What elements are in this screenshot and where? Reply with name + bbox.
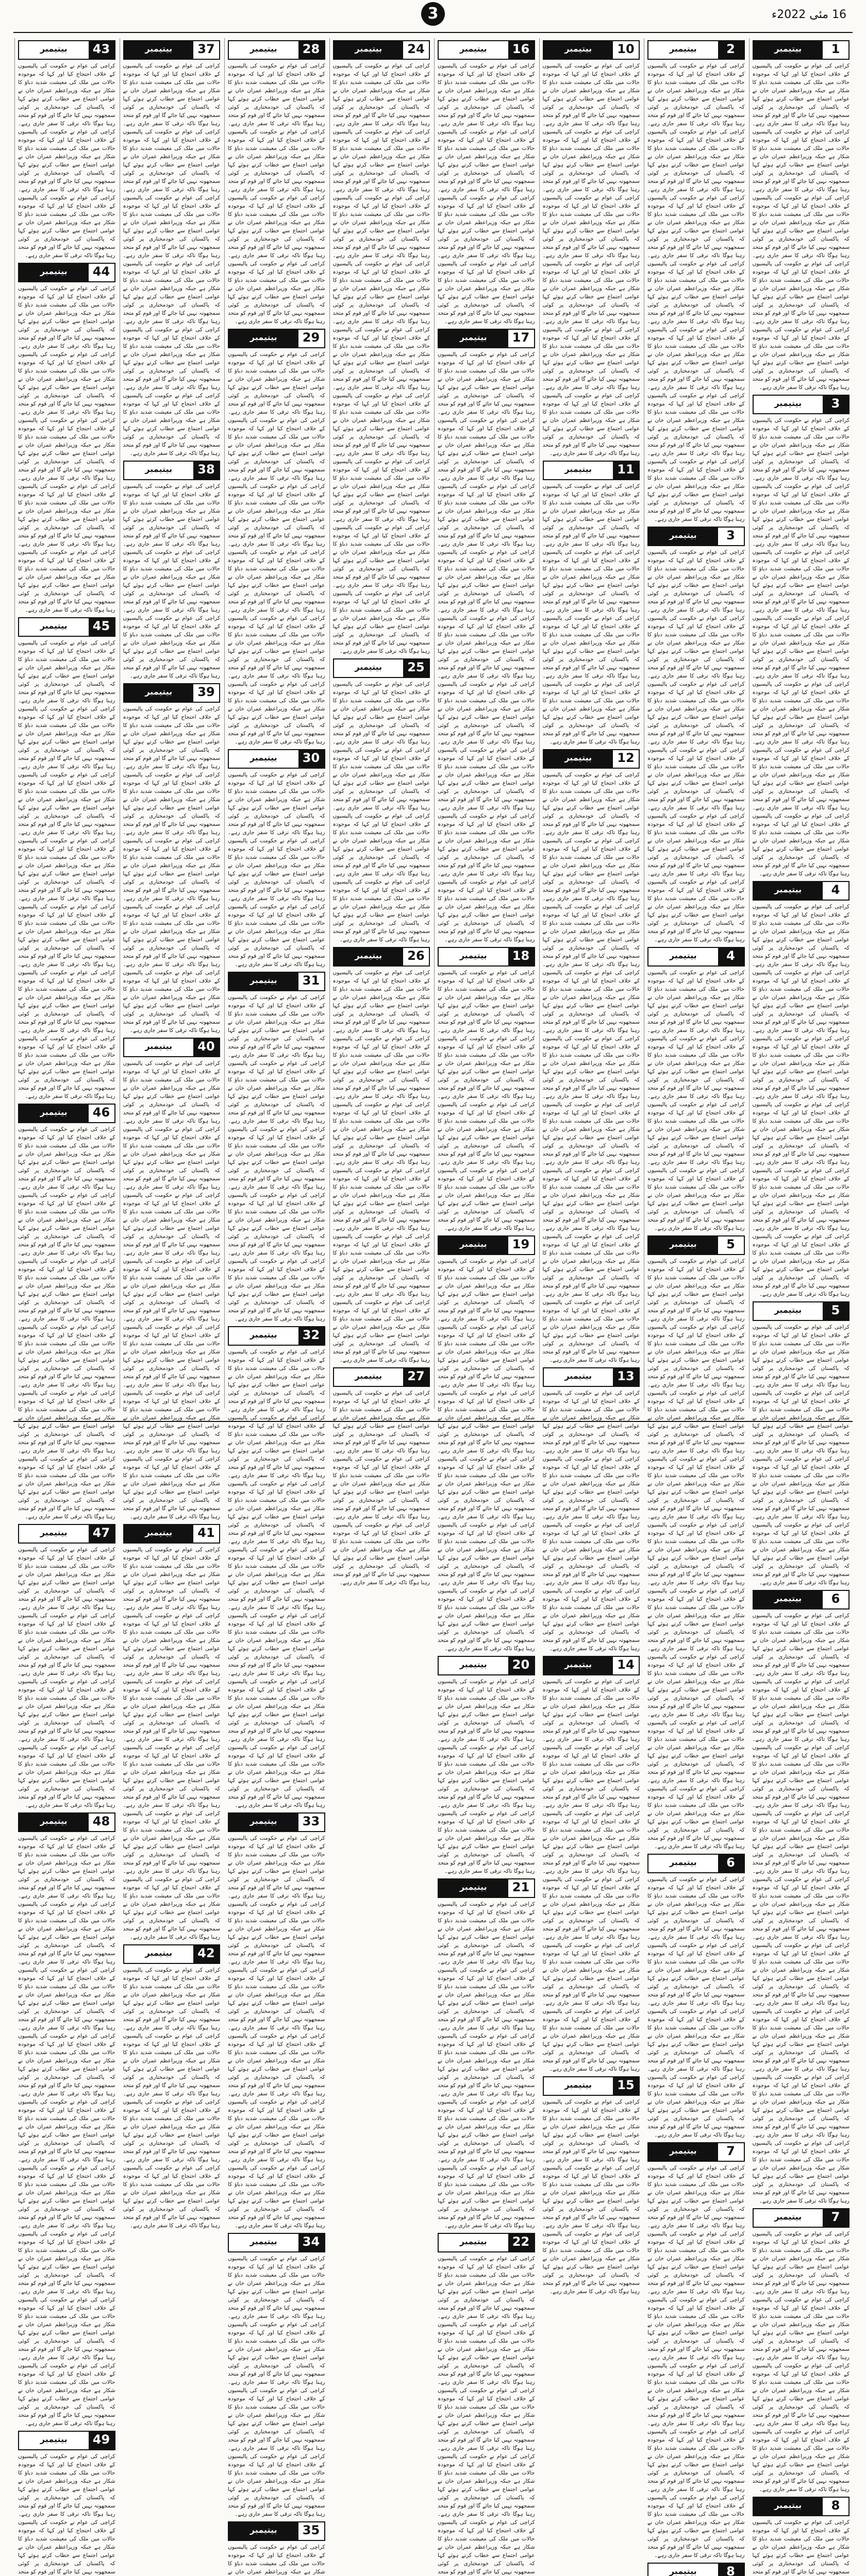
block-label: بیتیمبر (544, 1368, 613, 1386)
block-header (753, 881, 850, 901)
block-header (647, 40, 745, 60)
block-text: کراچی کی عوام نے حکومت کی پالیسیوں کے خلاف احتجاج کیا اور کہا کہ موجودہ حالات میں ملک کی معیشت شدید دباؤ کا شکار ہے جبکہ وزیراعظم عمران خان نے عوامی اجتماع سے خطاب کرتے ہوئے کہا کہ پاکستان کی خودمختاری پر کوئی سمجھوتہ نہیں کیا جائے گا اور قوم کو متحد رہنا ہوگا تاکہ ترقی کا سفر جاری رہے۔ کراچی کی عوام نے حکومت کی پالیسیوں کے خلاف احتجاج کیا اور کہا کہ موجودہ حالات میں ملک کی معیشت شدید دباؤ کا شکار ہے جبکہ وزیراعظم عمران خان نے عوامی اجتماع سے خطاب کرتے ہوئے کہا کہ پاکستان کی خودمختاری پر کوئی سمجھوتہ نہیں کیا جائے گا اور قوم کو متحد رہنا ہوگا تاکہ ترقی کا سفر جاری رہے۔ کراچی کی عوام نے حکومت کی پالیسیوں کے خلاف احتجاج کیا اور کہا کہ موجودہ حالات میں ملک کی معیشت شدید دباؤ کا شکار ہے جبکہ وزیراعظم عمران خان نے عوامی اجتماع سے خطاب کرتے ہوئے کہا کہ پاکستان کی خودمختاری پر کوئی سمجھوتہ نہیں کیا جائے گا اور قوم کو متحد رہنا ہوگا تاکہ ترقی کا سفر جاری رہے۔ کراچی کی عوام نے حکومت کی پالیسیوں کے خلاف احتجاج کیا اور کہا کہ موجودہ حالات میں ملک کی معیشت شدید دباؤ کا شکار ہے جبکہ وزیراعظم عمران خان نے عوامی اجتماع سے خطاب کرتے ہوئے کہا کہ پاکستان کی خودمختاری پر کوئی سمجھوتہ نہیں کیا جائے گا اور قوم کو متحد رہنا ہوگا تاکہ ترقی کا سفر جاری رہے۔ کراچی کی عوام نے حکومت کی پالیسیوں کے خلاف احتجاج کیا اور کہا کہ موجودہ حالات میں ملک کی معیشت شدید دباؤ کا شکار ہے جبکہ وزیراعظم عمران خان نے عوامی اجتماع سے خطاب کرتے ہوئے کہا کہ پاکستان کی خودمختاری پر کوئی سمجھوتہ نہیں کیا جائے گا اور قوم کو متحد رہنا ہوگا تاکہ ترقی کا سفر جاری رہے۔ کراچی کی عوام نے حکومت کی پالیسیوں کے خلاف احتجاج کیا اور کہا کہ موجودہ حالات میں ملک کی معیشت شدید دباؤ کا شکار ہے جبکہ وزیراعظم عمران خان نے عوامی اجتماع سے خطاب کرتے ہوئے کہا کہ پاکستان کی خودمختاری پر کوئی سمجھوتہ نہیں کیا جائے گا اور قوم کو متحد رہنا ہوگا تاکہ ترقی کا سفر جاری رہے۔ کراچی کی عوام نے حکومت کی پالیسیوں کے خلاف احتجاج کیا اور کہا کہ موجودہ حالات میں ملک کی معیشت شدید دباؤ کا شکار ہے جبکہ وزیراعظم عمران خان نے عوامی اجتماع سے خطاب کرتے ہوئے کہا کہ پاکستان کی خودمختاری پر کوئی سمجھوتہ نہیں کیا جائے گا اور قوم کو متحد رہنا ہوگا تاکہ ترقی کا سفر جاری رہے۔ کراچی کی عوام نے حکومت کی پالیسیوں کے خلاف احتجاج کیا اور کہا کہ موجودہ حالات میں ملک کی معیشت شدید دباؤ کا شکار ہے جبکہ وزیراعظم عمران خان نے عوامی اجتماع سے خطاب کرتے ہوئے کہا کہ پاکستان کی خودمختاری پر کوئی سمجھوتہ نہیں کیا جائے گا اور قوم کو متحد رہنا ہوگا تاکہ ترقی کا سفر جاری رہے۔ کراچی کی عوام نے حکومت کی پالیسیوں کے خلاف احتجاج کیا اور کہا کہ موجودہ حالات میں ملک کی معیشت شدید دباؤ کا شکار ہے جبکہ وزیراعظم عمران خان نے عوامی اجتماع سے خطاب کرتے ہوئے کہا کہ پاکستان کی خودمختاری پر کوئی سمجھوتہ نہیں کیا جائے گا اور قوم کو متحد رہنا ہوگا تاکہ ترقی کا سفر جاری رہے۔ (647, 1258, 745, 1850)
block-header (18, 1524, 115, 1544)
block-label: بیتیمبر (19, 618, 89, 636)
block-header (647, 2563, 745, 2576)
block-number: 31 (298, 973, 324, 990)
block-text: کراچی کی عوام نے حکومت کی پالیسیوں کے خلاف احتجاج کیا اور کہا کہ موجودہ حالات میں ملک کی معیشت شدید دباؤ کا شکار ہے جبکہ وزیراعظم عمران خان نے عوامی اجتماع سے خطاب کرتے ہوئے کہا کہ پاکستان کی خودمختاری پر کوئی سمجھوتہ نہیں کیا جائے گا اور قوم کو متحد رہنا ہوگا تاکہ ترقی کا سفر جاری رہے۔ کراچی کی عوام نے حکومت کی پالیسیوں کے خلاف احتجاج کیا اور کہا کہ موجودہ حالات میں ملک کی معیشت شدید دباؤ کا شکار ہے جبکہ وزیراعظم عمران خان نے عوامی اجتماع سے خطاب کرتے ہوئے کہا کہ پاکستان کی خودمختاری پر کوئی سمجھوتہ نہیں کیا جائے گا اور قوم کو متحد رہنا ہوگا تاکہ ترقی کا سفر جاری رہے۔ کراچی کی عوام نے حکومت کی پالیسیوں کے خلاف احتجاج کیا اور کہا کہ موجودہ حالات میں ملک کی معیشت شدید دباؤ کا شکار ہے جبکہ وزیراعظم عمران خان نے عوامی اجتماع سے خطاب کرتے ہوئے کہا کہ پاکستان کی خودمختاری پر کوئی سمجھوتہ نہیں کیا جائے گا اور قوم کو متحد رہنا ہوگا تاکہ ترقی کا سفر جاری رہے۔ کراچی کی عوام نے حکومت کی پالیسیوں کے خلاف احتجاج کیا اور کہا کہ موجودہ حالات میں ملک کی معیشت شدید دباؤ کا شکار ہے جبکہ وزیراعظم عمران خان نے عوامی اجتماع سے خطاب کرتے ہوئے کہا کہ پاکستان کی خودمختاری پر کوئی سمجھوتہ نہیں کیا جائے گا اور قوم کو متحد رہنا ہوگا تاکہ ترقی کا سفر جاری رہے۔ (228, 63, 325, 325)
news-block (333, 947, 430, 1364)
block-header (438, 947, 535, 967)
block-label: بیتیمبر (648, 41, 718, 59)
news-block (647, 527, 745, 944)
block-label: بیتیمبر (229, 1814, 298, 1831)
block-number: 20 (508, 1657, 534, 1674)
block-header (123, 40, 221, 60)
block-label: بیتیمبر (334, 41, 404, 59)
block-number: 4 (718, 948, 744, 965)
block-number: 4 (823, 882, 848, 900)
block-label: بیتیمبر (229, 973, 298, 990)
block-text: کراچی کی عوام نے حکومت کی پالیسیوں کے خلاف احتجاج کیا اور کہا کہ موجودہ حالات میں ملک کی معیشت شدید دباؤ کا شکار ہے جبکہ وزیراعظم عمران خان نے عوامی اجتماع سے خطاب کرتے ہوئے کہا کہ پاکستان کی خودمختاری پر کوئی سمجھوتہ نہیں کیا جائے گا اور قوم کو متحد رہنا ہوگا تاکہ ترقی کا سفر جاری رہے۔ کراچی کی عوام نے حکومت کی پالیسیوں کے خلاف احتجاج کیا اور کہا کہ موجودہ حالات میں ملک کی معیشت شدید دباؤ کا شکار ہے جبکہ وزیراعظم عمران خان نے عوامی اجتماع سے خطاب کرتے ہوئے کہا کہ پاکستان کی خودمختاری پر کوئی سمجھوتہ نہیں کیا جائے گا اور قوم کو متحد رہنا ہوگا تاکہ ترقی کا سفر جاری رہے۔ کراچی کی عوام نے حکومت کی پالیسیوں کے خلاف احتجاج کیا اور کہا کہ موجودہ حالات میں ملک کی معیشت شدید دباؤ کا شکار ہے جبکہ وزیراعظم عمران خان نے عوامی اجتماع سے خطاب کرتے ہوئے کہا کہ پاکستان کی خودمختاری پر کوئی سمجھوتہ نہیں کیا جائے گا اور قوم کو متحد رہنا ہوگا تاکہ ترقی کا سفر جاری رہے۔ کراچی کی عوام نے حکومت کی پالیسیوں کے خلاف احتجاج کیا اور کہا کہ موجودہ حالات میں ملک کی معیشت شدید دباؤ کا شکار ہے جبکہ وزیراعظم عمران خان نے عوامی اجتماع سے خطاب کرتے ہوئے کہا کہ پاکستان کی خودمختاری پر کوئی سمجھوتہ نہیں کیا جائے گا اور قوم کو متحد رہنا ہوگا تاکہ ترقی کا سفر جاری رہے۔ کراچی کی عوام نے حکومت کی پالیسیوں کے خلاف احتجاج کیا اور کہا کہ موجودہ حالات میں ملک کی معیشت شدید دباؤ کا شکار ہے جبکہ وزیراعظم عمران خان نے عوامی اجتماع سے خطاب کرتے ہوئے کہا کہ پاکستان کی خودمختاری پر کوئی سمجھوتہ نہیں کیا جائے گا اور قوم کو متحد رہنا ہوگا تاکہ ترقی کا سفر جاری رہے۔ کراچی کی عوام نے حکومت کی پالیسیوں کے خلاف احتجاج کیا اور کہا کہ موجودہ حالات میں ملک کی معیشت شدید دباؤ کا شکار ہے جبکہ وزیراعظم عمران خان نے عوامی اجتماع سے خطاب کرتے ہوئے کہا کہ پاکستان کی خودمختاری پر کوئی سمجھوتہ نہیں کیا جائے گا اور قوم کو متحد رہنا ہوگا تاکہ ترقی کا سفر جاری رہے۔ (123, 1547, 220, 1940)
news-block (18, 617, 115, 1100)
block-label: بیتیمبر (334, 948, 404, 965)
block-text: کراچی کی عوام نے حکومت کی پالیسیوں کے خلاف احتجاج کیا اور کہا کہ موجودہ حالات میں ملک کی معیشت شدید دباؤ کا شکار ہے جبکہ وزیراعظم عمران خان نے عوامی اجتماع سے خطاب کرتے ہوئے کہا کہ پاکستان کی خودمختاری پر کوئی سمجھوتہ نہیں کیا جائے گا اور قوم کو متحد رہنا ہوگا تاکہ ترقی کا سفر جاری رہے۔ کراچی کی عوام نے حکومت کی پالیسیوں کے خلاف احتجاج کیا اور کہا کہ موجودہ حالات میں ملک کی معیشت شدید دباؤ کا شکار ہے جبکہ وزیراعظم عمران خان نے عوامی اجتماع سے خطاب کرتے ہوئے کہا کہ پاکستان کی خودمختاری پر کوئی سمجھوتہ نہیں کیا جائے گا اور قوم کو متحد رہنا ہوگا تاکہ ترقی کا سفر جاری رہے۔ کراچی کی عوام نے حکومت کی پالیسیوں کے خلاف احتجاج کیا اور کہا کہ موجودہ حالات میں ملک کی معیشت شدید دباؤ کا شکار ہے جبکہ وزیراعظم عمران خان نے عوامی اجتماع سے خطاب کرتے ہوئے کہا کہ پاکستان کی خودمختاری پر کوئی سمجھوتہ نہیں کیا جائے گا اور قوم کو متحد رہنا ہوگا تاکہ ترقی کا سفر جاری رہے۔ کراچی کی عوام نے حکومت کی پالیسیوں کے خلاف احتجاج کیا اور کہا کہ موجودہ حالات میں ملک کی معیشت شدید دباؤ کا شکار ہے جبکہ وزیراعظم عمران خان نے عوامی اجتماع سے خطاب کرتے ہوئے کہا کہ پاکستان کی خودمختاری پر کوئی سمجھوتہ نہیں کیا جائے گا اور قوم کو متحد رہنا ہوگا تاکہ ترقی کا سفر جاری رہے۔ (647, 970, 745, 1231)
block-label: بیتیمبر (229, 330, 298, 347)
block-text: کراچی کی عوام نے حکومت کی پالیسیوں کے خلاف احتجاج کیا اور کہا کہ موجودہ حالات میں ملک کی معیشت شدید دباؤ کا شکار ہے جبکہ وزیراعظم عمران خان نے عوامی اجتماع سے خطاب کرتے ہوئے کہا کہ پاکستان کی خودمختاری پر کوئی سمجھوتہ نہیں کیا جائے گا اور قوم کو متحد رہنا ہوگا تاکہ ترقی کا سفر جاری رہے۔ کراچی کی عوام نے حکومت کی پالیسیوں کے خلاف احتجاج کیا اور کہا کہ موجودہ حالات میں ملک کی معیشت شدید دباؤ کا شکار ہے جبکہ وزیراعظم عمران خان نے عوامی اجتماع سے خطاب کرتے ہوئے کہا کہ پاکستان کی خودمختاری پر کوئی سمجھوتہ نہیں کیا جائے گا اور قوم کو متحد رہنا ہوگا تاکہ ترقی کا سفر جاری رہے۔ کراچی کی عوام نے حکومت کی پالیسیوں کے خلاف احتجاج کیا اور کہا کہ موجودہ حالات میں ملک کی معیشت شدید دباؤ کا شکار ہے جبکہ وزیراعظم عمران خان نے عوامی اجتماع سے خطاب کرتے ہوئے کہا کہ پاکستان کی خودمختاری پر کوئی سمجھوتہ نہیں کیا جائے گا اور قوم کو متحد رہنا ہوگا تاکہ ترقی کا سفر جاری رہے۔ کراچی کی عوام نے حکومت کی پالیسیوں کے خلاف احتجاج کیا اور کہا کہ موجودہ حالات میں ملک کی معیشت شدید دباؤ کا شکار ہے جبکہ وزیراعظم عمران خان نے عوامی اجتماع سے خطاب کرتے ہوئے کہا کہ پاکستان کی خودمختاری پر کوئی سمجھوتہ نہیں کیا جائے گا اور قوم کو متحد رہنا ہوگا تاکہ ترقی کا سفر جاری رہے۔ (332, 681, 430, 943)
block-label: بیتیمبر (648, 1236, 718, 1254)
block-label: بیتیمبر (754, 41, 823, 59)
block-header (333, 40, 430, 60)
block-label: بیتیمبر (544, 41, 613, 59)
news-block (123, 1944, 221, 2230)
block-header (543, 1656, 640, 1675)
block-number: 18 (508, 948, 534, 965)
news-column (329, 38, 434, 1586)
news-block (228, 40, 325, 326)
publication-date: 16 مئی 2022ء (771, 8, 846, 21)
block-header (123, 1524, 221, 1544)
block-label: بیتیمبر (124, 41, 194, 59)
block-header (543, 2076, 640, 2096)
block-label: بیتیمبر (439, 41, 508, 59)
block-text: کراچی کی عوام نے حکومت کی پالیسیوں کے خلاف احتجاج کیا اور کہا کہ موجودہ حالات میں ملک کی معیشت شدید دباؤ کا شکار ہے جبکہ وزیراعظم عمران خان نے عوامی اجتماع سے خطاب کرتے ہوئے کہا کہ پاکستان کی خودمختاری پر کوئی سمجھوتہ نہیں کیا جائے گا اور قوم کو متحد رہنا ہوگا تاکہ ترقی کا سفر جاری رہے۔ کراچی کی عوام نے حکومت کی پالیسیوں کے خلاف احتجاج کیا اور کہا کہ موجودہ حالات میں ملک کی معیشت شدید دباؤ کا شکار ہے جبکہ وزیراعظم عمران خان نے عوامی اجتماع سے خطاب کرتے ہوئے کہا کہ پاکستان کی خودمختاری پر کوئی سمجھوتہ نہیں کیا جائے گا اور قوم کو متحد رہنا ہوگا تاکہ ترقی کا سفر جاری رہے۔ کراچی کی عوام نے حکومت کی پالیسیوں کے خلاف احتجاج کیا اور کہا کہ موجودہ حالات میں ملک کی معیشت شدید دباؤ کا شکار ہے جبکہ وزیراعظم عمران خان نے عوامی اجتماع سے خطاب کرتے ہوئے کہا کہ پاکستان کی خودمختاری پر کوئی سمجھوتہ نہیں کیا جائے گا اور قوم کو متحد رہنا ہوگا تاکہ ترقی کا سفر جاری رہے۔ کراچی کی عوام نے حکومت کی پالیسیوں کے خلاف احتجاج کیا اور کہا کہ موجودہ حالات میں ملک کی معیشت شدید دباؤ کا شکار ہے جبکہ وزیراعظم عمران خان نے عوامی اجتماع سے خطاب کرتے ہوئے کہا کہ پاکستان کی خودمختاری پر کوئی سمجھوتہ نہیں کیا جائے گا اور قوم کو متحد رہنا ہوگا تاکہ ترقی کا سفر جاری رہے۔ کراچی کی عوام نے حکومت کی پالیسیوں کے خلاف احتجاج کیا اور کہا کہ موجودہ حالات میں ملک کی معیشت شدید دباؤ کا شکار ہے جبکہ وزیراعظم عمران خان نے عوامی اجتماع سے خطاب کرتے ہوئے کہا کہ پاکستان کی خودمختاری پر کوئی سمجھوتہ نہیں کیا جائے گا اور قوم کو متحد رہنا ہوگا تاکہ ترقی کا سفر جاری رہے۔ کراچی کی عوام نے حکومت کی پالیسیوں کے خلاف احتجاج کیا اور کہا کہ موجودہ حالات میں ملک کی معیشت شدید دباؤ کا شکار ہے جبکہ وزیراعظم عمران خان نے عوامی اجتماع سے خطاب کرتے ہوئے کہا کہ پاکستان کی خودمختاری پر کوئی سمجھوتہ نہیں کیا جائے گا اور قوم کو متحد رہنا ہوگا تاکہ ترقی کا سفر جاری رہے۔ کراچی کی عوام نے حکومت کی پالیسیوں کے خلاف احتجاج کیا اور کہا کہ موجودہ حالات میں ملک کی معیشت شدید دباؤ کا شکار ہے جبکہ وزیراعظم عمران خان نے عوامی اجتماع سے خطاب کرتے ہوئے کہا کہ پاکستان کی خودمختاری پر کوئی سمجھوتہ نہیں کیا جائے گا اور قوم کو متحد رہنا ہوگا تاکہ ترقی کا سفر جاری رہے۔ (228, 1349, 325, 1808)
news-block (228, 329, 325, 746)
news-block (753, 395, 850, 878)
block-label: بیتیمبر (229, 1327, 298, 1345)
block-number: 11 (613, 462, 639, 479)
block-header (123, 683, 221, 703)
news-column (120, 38, 224, 2229)
block-label: بیتیمبر (439, 2234, 508, 2251)
block-number: 34 (298, 2234, 324, 2251)
news-block (123, 461, 221, 680)
block-label: بیتیمبر (754, 1591, 823, 1608)
block-number: 41 (193, 1525, 219, 1543)
block-label: بیتیمبر (334, 1368, 404, 1386)
news-block (438, 2233, 535, 2576)
news-block (543, 1367, 640, 1653)
block-header (753, 1301, 850, 1321)
block-label: بیتیمبر (754, 1302, 823, 1320)
block-number: 5 (823, 1302, 848, 1320)
block-text: کراچی کی عوام نے حکومت کی پالیسیوں کے خلاف احتجاج کیا اور کہا کہ موجودہ حالات میں ملک کی معیشت شدید دباؤ کا شکار ہے جبکہ وزیراعظم عمران خان نے عوامی اجتماع سے خطاب کرتے ہوئے کہا کہ پاکستان کی خودمختاری پر کوئی سمجھوتہ نہیں کیا جائے گا اور قوم کو متحد رہنا ہوگا تاکہ ترقی کا سفر جاری رہے۔ کراچی کی عوام نے حکومت کی پالیسیوں کے خلاف احتجاج کیا اور کہا کہ موجودہ حالات میں ملک کی معیشت شدید دباؤ کا شکار ہے جبکہ وزیراعظم عمران خان نے عوامی اجتماع سے خطاب کرتے ہوئے کہا کہ پاکستان کی خودمختاری پر کوئی سمجھوتہ نہیں کیا جائے گا اور قوم کو متحد رہنا ہوگا تاکہ ترقی کا سفر جاری رہے۔ کراچی کی عوام نے حکومت کی پالیسیوں کے خلاف احتجاج کیا اور کہا کہ موجودہ حالات میں ملک کی معیشت شدید دباؤ کا شکار ہے جبکہ وزیراعظم عمران خان نے عوامی اجتماع سے خطاب کرتے ہوئے کہا کہ پاکستان کی خودمختاری پر کوئی سمجھوتہ نہیں کیا جائے گا اور قوم کو متحد رہنا ہوگا تاکہ ترقی کا سفر جاری رہے۔ کراچی کی عوام نے حکومت کی پالیسیوں کے خلاف احتجاج کیا اور کہا کہ موجودہ حالات میں ملک کی معیشت شدید دباؤ کا شکار ہے جبکہ وزیراعظم عمران خان نے عوامی اجتماع سے خطاب کرتے ہوئے کہا کہ پاکستان کی خودمختاری پر کوئی سمجھوتہ نہیں کیا جائے گا اور قوم کو متحد رہنا ہوگا تاکہ ترقی کا سفر جاری رہے۔ کراچی کی عوام نے حکومت کی پالیسیوں کے خلاف احتجاج کیا اور کہا کہ موجودہ حالات میں ملک کی معیشت شدید دباؤ کا شکار ہے جبکہ وزیراعظم عمران خان نے عوامی اجتماع سے خطاب کرتے ہوئے کہا کہ پاکستان کی خودمختاری پر کوئی سمجھوتہ نہیں کیا جائے گا اور قوم کو متحد رہنا ہوگا تاکہ ترقی کا سفر جاری رہے۔ کراچی کی عوام نے حکومت کی پالیسیوں کے خلاف احتجاج کیا اور کہا کہ موجودہ حالات میں ملک کی معیشت شدید دباؤ کا شکار ہے جبکہ وزیراعظم عمران خان نے عوامی اجتماع سے خطاب کرتے ہوئے کہا کہ پاکستان کی خودمختاری پر کوئی سمجھوتہ نہیں کیا جائے گا اور قوم کو متحد رہنا ہوگا تاکہ ترقی کا سفر جاری رہے۔ (542, 63, 640, 456)
news-block (438, 329, 535, 944)
block-text: کراچی کی عوام نے حکومت کی پالیسیوں کے خلاف احتجاج کیا اور کہا کہ موجودہ حالات میں ملک کی معیشت شدید دباؤ کا شکار ہے جبکہ وزیراعظم عمران خان نے عوامی اجتماع سے خطاب کرتے ہوئے کہا کہ پاکستان کی خودمختاری پر کوئی سمجھوتہ نہیں کیا جائے گا اور قوم کو متحد رہنا ہوگا تاکہ ترقی کا سفر جاری رہے۔ کراچی کی عوام نے حکومت کی پالیسیوں کے خلاف احتجاج کیا اور کہا کہ موجودہ حالات میں ملک کی معیشت شدید دباؤ کا شکار ہے جبکہ وزیراعظم عمران خان نے عوامی اجتماع سے خطاب کرتے ہوئے کہا کہ پاکستان کی خودمختاری پر کوئی سمجھوتہ نہیں کیا جائے گا اور قوم کو متحد رہنا ہوگا تاکہ ترقی کا سفر جاری رہے۔ کراچی کی عوام نے حکومت کی پالیسیوں کے خلاف احتجاج کیا اور کہا کہ موجودہ حالات میں ملک کی معیشت شدید دباؤ کا شکار ہے جبکہ وزیراعظم عمران خان نے عوامی اجتماع سے خطاب کرتے ہوئے کہا کہ پاکستان کی خودمختاری پر کوئی سمجھوتہ نہیں کیا جائے گا اور قوم کو متحد رہنا ہوگا تاکہ ترقی کا سفر جاری رہے۔ کراچی کی عوام نے حکومت کی پالیسیوں کے خلاف احتجاج کیا اور کہا کہ موجودہ حالات میں ملک کی معیشت شدید دباؤ کا شکار ہے جبکہ وزیراعظم عمران خان نے عوامی اجتماع سے خطاب کرتے ہوئے کہا کہ پاکستان کی خودمختاری پر کوئی سمجھوتہ نہیں کیا جائے گا اور قوم کو متحد رہنا ہوگا تاکہ ترقی کا سفر جاری رہے۔ کراچی کی عوام نے حکومت کی پالیسیوں کے خلاف احتجاج کیا اور کہا کہ موجودہ حالات میں ملک کی معیشت شدید دباؤ کا شکار ہے جبکہ وزیراعظم عمران خان نے عوامی اجتماع سے خطاب کرتے ہوئے کہا کہ پاکستان کی خودمختاری پر کوئی سمجھوتہ نہیں کیا جائے گا اور قوم کو متحد رہنا ہوگا تاکہ ترقی کا سفر جاری رہے۔ کراچی کی عوام نے حکومت کی پالیسیوں کے خلاف احتجاج کیا اور کہا کہ موجودہ حالات میں ملک کی معیشت شدید دباؤ کا شکار ہے جبکہ وزیراعظم عمران خان نے عوامی اجتماع سے خطاب کرتے ہوئے کہا کہ پاکستان کی خودمختاری پر کوئی سمجھوتہ نہیں کیا جائے گا اور قوم کو متحد رہنا ہوگا تاکہ ترقی کا سفر جاری رہے۔ (332, 970, 430, 1363)
block-header (333, 947, 430, 967)
page-number-badge: 3 (421, 2, 445, 26)
block-header (438, 329, 535, 348)
news-column (749, 38, 853, 2575)
news-block (18, 1524, 115, 1809)
news-block (647, 1854, 745, 2139)
news-column (434, 38, 538, 2575)
block-text: کراچی کی عوام نے حکومت کی پالیسیوں کے خلاف احتجاج کیا اور کہا کہ موجودہ حالات میں ملک کی معیشت شدید دباؤ کا شکار ہے جبکہ وزیراعظم عمران خان نے (228, 2544, 325, 2575)
block-text: کراچی کی عوام نے حکومت کی پالیسیوں کے خلاف احتجاج کیا اور کہا کہ موجودہ حالات میں ملک کی معیشت شدید دباؤ کا شکار ہے جبکہ وزیراعظم عمران خان نے عوامی اجتماع سے خطاب کرتے ہوئے کہا کہ پاکستان کی خودمختاری پر کوئی سمجھوتہ نہیں کیا جائے گا اور قوم کو متحد رہنا ہوگا تاکہ ترقی کا سفر جاری رہے۔ کراچی کی عوام نے حکومت کی پالیسیوں کے خلاف احتجاج کیا اور کہا کہ موجودہ حالات میں ملک کی معیشت شدید دباؤ کا شکار ہے جبکہ وزیراعظم عمران خان نے عوامی اجتماع سے خطاب کرتے ہوئے کہا کہ پاکستان کی خودمختاری پر کوئی سمجھوتہ نہیں کیا جائے گا اور قوم کو متحد رہنا ہوگا تاکہ ترقی کا سفر جاری رہے۔ کراچی کی عوام نے حکومت کی پالیسیوں کے خلاف احتجاج کیا اور کہا کہ موجودہ حالات میں ملک کی معیشت شدید دباؤ کا شکار ہے جبکہ وزیراعظم عمران خان نے عوامی اجتماع سے خطاب کرتے ہوئے کہا کہ پاکستان کی خودمختاری پر کوئی سمجھوتہ نہیں کیا جائے گا اور قوم کو متحد رہنا ہوگا تاکہ ترقی کا سفر جاری رہے۔ کراچی کی عوام نے حکومت کی پالیسیوں کے خلاف احتجاج کیا اور کہا کہ موجودہ حالات میں ملک کی معیشت شدید دباؤ کا شکار ہے جبکہ وزیراعظم عمران خان نے عوامی اجتماع سے خطاب کرتے ہوئے کہا کہ پاکستان کی خودمختاری پر کوئی سمجھوتہ نہیں کیا جائے گا اور قوم کو متحد رہنا ہوگا تاکہ ترقی کا سفر جاری رہے۔ (752, 2231, 850, 2493)
block-header (543, 749, 640, 769)
news-block (753, 1301, 850, 1587)
news-block (123, 40, 221, 457)
block-label: بیتیمبر (544, 1657, 613, 1674)
page-footer-rule (13, 1421, 853, 1422)
block-number: 40 (193, 1039, 219, 1056)
block-number: 24 (403, 41, 429, 59)
page-header (13, 0, 853, 33)
block-number: 29 (298, 330, 324, 347)
block-number: 7 (823, 2209, 848, 2227)
block-header (333, 1367, 430, 1387)
block-header (647, 2142, 745, 2162)
news-block (438, 1235, 535, 1653)
news-block (228, 2521, 325, 2576)
block-header (228, 1812, 325, 1832)
news-block (753, 40, 850, 392)
block-header (753, 1590, 850, 1609)
block-number: 49 (89, 2432, 114, 2449)
news-block (543, 2076, 640, 2296)
news-block (228, 972, 325, 1323)
block-number: 28 (298, 41, 324, 59)
block-number: 47 (89, 1525, 114, 1543)
news-block (438, 1656, 535, 1875)
block-text: کراچی کی عوام نے حکومت کی پالیسیوں کے خلاف احتجاج کیا اور کہا کہ موجودہ حالات میں ملک کی معیشت شدید دباؤ کا شکار ہے جبکہ وزیراعظم عمران خان نے عوامی اجتماع سے خطاب کرتے ہوئے کہا کہ پاکستان کی خودمختاری پر کوئی سمجھوتہ نہیں کیا جائے گا اور قوم کو متحد رہنا ہوگا تاکہ ترقی کا سفر جاری رہے۔ کراچی کی عوام نے حکومت کی پالیسیوں کے خلاف احتجاج کیا اور کہا کہ موجودہ حالات میں ملک کی معیشت شدید دباؤ کا شکار ہے جبکہ وزیراعظم عمران خان نے عوامی اجتماع سے خطاب کرتے ہوئے کہا کہ پاکستان کی خودمختاری پر کوئی سمجھوتہ نہیں کیا جائے گا اور قوم کو متحد رہنا ہوگا تاکہ ترقی کا سفر جاری رہے۔ کراچی کی عوام نے حکومت کی پالیسیوں کے خلاف احتجاج کیا اور کہا کہ موجودہ حالات میں ملک کی معیشت شدید دباؤ کا شکار ہے جبکہ وزیراعظم عمران خان نے عوامی اجتماع سے خطاب کرتے ہوئے کہا کہ پاکستان کی خودمختاری پر کوئی سمجھوتہ نہیں کیا جائے گا اور قوم کو متحد رہنا ہوگا تاکہ ترقی کا سفر جاری رہے۔ کراچی کی عوام نے حکومت کی پالیسیوں کے خلاف احتجاج کیا اور کہا کہ موجودہ حالات میں ملک کی معیشت شدید دباؤ کا شکار ہے جبکہ وزیراعظم عمران خان نے عوامی اجتماع سے خطاب کرتے ہوئے کہا کہ پاکستان کی خودمختاری پر کوئی سمجھوتہ نہیں کیا جائے گا اور قوم کو متحد رہنا ہوگا تاکہ ترقی کا سفر جاری رہے۔ (542, 483, 640, 745)
block-header (753, 395, 850, 414)
block-text: کراچی کی عوام نے حکومت کی پالیسیوں کے خلاف احتجاج کیا اور کہا کہ موجودہ حالات میں ملک کی معیشت شدید دباؤ کا شکار ہے جبکہ وزیراعظم عمران خان نے عوامی اجتماع سے خطاب کرتے ہوئے کہا کہ پاکستان کی خودمختاری پر کوئی سمجھوتہ نہیں کیا جائے گا اور قوم کو متحد رہنا ہوگا تاکہ ترقی کا سفر جاری رہے۔ کراچی کی عوام نے حکومت کی پالیسیوں کے خلاف احتجاج کیا اور کہا کہ موجودہ حالات میں ملک کی معیشت شدید دباؤ کا شکار ہے جبکہ وزیراعظم عمران خان نے عوامی اجتماع سے خطاب کرتے ہوئے کہا کہ پاکستان کی خودمختاری پر کوئی سمجھوتہ نہیں کیا جائے گا اور قوم کو متحد رہنا ہوگا تاکہ ترقی کا سفر جاری رہے۔ کراچی کی عوام نے حکومت کی پالیسیوں کے خلاف احتجاج کیا اور کہا کہ موجودہ حالات میں ملک کی معیشت شدید دباؤ کا شکار ہے جبکہ وزیراعظم عمران خان نے عوامی اجتماع سے خطاب کرتے ہوئے کہا کہ پاکستان کی خودمختاری پر کوئی سمجھوتہ نہیں کیا جائے گا اور قوم کو متحد رہنا ہوگا تاکہ ترقی کا سفر جاری رہے۔ کراچی کی عوام نے حکومت کی پالیسیوں کے خلاف احتجاج کیا اور کہا کہ موجودہ حالات میں ملک کی معیشت شدید دباؤ کا شکار ہے جبکہ وزیراعظم عمران خان نے عوامی اجتماع سے خطاب کرتے ہوئے کہا کہ پاکستان کی خودمختاری پر کوئی سمجھوتہ نہیں کیا جائے گا اور قوم کو متحد رہنا ہوگا تاکہ ترقی کا سفر جاری رہے۔ کراچی کی عوام نے حکومت کی پالیسیوں کے خلاف احتجاج کیا اور کہا کہ موجودہ حالات میں ملک کی معیشت شدید دباؤ کا شکار ہے جبکہ وزیراعظم عمران خان نے عوامی اجتماع سے خطاب کرتے ہوئے کہا کہ پاکستان کی خودمختاری پر کوئی سمجھوتہ نہیں کیا جائے گا اور قوم کو متحد رہنا ہوگا تاکہ ترقی کا سفر جاری رہے۔ کراچی کی عوام نے حکومت کی پالیسیوں کے خلاف احتجاج کیا اور کہا کہ موجودہ حالات میں ملک کی معیشت شدید دباؤ کا شکار ہے جبکہ وزیراعظم عمران خان نے عوامی اجتماع سے خطاب کرتے ہوئے کہا کہ پاکستان کی خودمختاری پر کوئی سمجھوتہ نہیں کیا جائے گا اور قوم کو متحد رہنا ہوگا تاکہ ترقی کا سفر جاری رہے۔ کراچی کی عوام نے حکومت کی پالیسیوں کے خلاف احتجاج کیا اور کہا کہ موجودہ حالات میں ملک کی معیشت شدید دباؤ کا شکار ہے جبکہ وزیراعظم عمران خان نے عوامی اجتماع سے خطاب کرتے ہوئے کہا کہ پاکستان کی خودمختاری پر کوئی سمجھوتہ نہیں کیا جائے گا اور قوم کو متحد رہنا ہوگا تاکہ ترقی کا سفر جاری رہے۔ (647, 63, 745, 522)
news-block (333, 658, 430, 944)
block-number: 12 (613, 750, 639, 768)
news-block (543, 1656, 640, 2073)
block-text: کراچی کی عوام نے حکومت کی پالیسیوں کے خلاف احتجاج کیا اور کہا کہ موجودہ حالات میں ملک کی معیشت شدید دباؤ کا شکار ہے جبکہ وزیراعظم عمران خان نے عوامی اجتماع سے خطاب کرتے ہوئے کہا کہ پاکستان کی خودمختاری پر کوئی سمجھوتہ نہیں کیا جائے گا اور قوم کو متحد رہنا ہوگا تاکہ ترقی کا سفر جاری رہے۔ کراچی کی عوام نے حکومت کی پالیسیوں کے خلاف احتجاج کیا اور کہا کہ موجودہ حالات میں ملک کی معیشت شدید دباؤ کا شکار ہے جبکہ وزیراعظم عمران خان نے عوامی اجتماع سے خطاب کرتے ہوئے کہا کہ پاکستان کی خودمختاری پر کوئی سمجھوتہ نہیں کیا جائے گا اور قوم کو متحد رہنا ہوگا تاکہ ترقی کا سفر جاری رہے۔ کراچی کی عوام نے حکومت کی پالیسیوں کے خلاف احتجاج کیا اور کہا کہ موجودہ حالات میں ملک کی معیشت شدید دباؤ کا شکار ہے جبکہ وزیراعظم عمران خان نے عوامی اجتماع سے خطاب کرتے ہوئے کہا کہ پاکستان کی خودمختاری پر کوئی سمجھوتہ نہیں کیا جائے گا اور قوم کو متحد رہنا ہوگا تاکہ ترقی کا سفر جاری رہے۔ کراچی کی عوام نے حکومت کی پالیسیوں کے خلاف احتجاج کیا اور کہا کہ موجودہ حالات میں ملک کی معیشت شدید دباؤ کا شکار ہے جبکہ وزیراعظم عمران خان نے عوامی اجتماع سے خطاب کرتے ہوئے کہا کہ پاکستان کی خودمختاری پر کوئی سمجھوتہ نہیں کیا جائے گا اور قوم کو متحد رہنا ہوگا تاکہ ترقی کا سفر جاری رہے۔ کراچی کی عوام نے حکومت کی پالیسیوں کے خلاف احتجاج کیا اور کہا کہ موجودہ حالات میں ملک کی معیشت شدید دباؤ کا شکار ہے جبکہ وزیراعظم عمران خان نے عوامی اجتماع سے خطاب کرتے ہوئے کہا کہ پاکستان کی خودمختاری پر کوئی سمجھوتہ نہیں کیا جائے گا اور قوم کو متحد رہنا ہوگا تاکہ ترقی کا سفر جاری رہے۔ کراچی کی عوام نے حکومت کی پالیسیوں کے خلاف احتجاج کیا اور کہا کہ موجودہ حالات میں ملک کی معیشت شدید دباؤ کا شکار ہے جبکہ وزیراعظم عمران خان نے عوامی اجتماع سے خطاب کرتے ہوئے کہا کہ پاکستان کی خودمختاری پر کوئی سمجھوتہ نہیں کیا جائے گا اور قوم کو متحد رہنا ہوگا تاکہ ترقی کا سفر جاری رہے۔ کراچی کی عوام نے حکومت کی پالیسیوں کے خلاف احتجاج کیا اور کہا کہ موجودہ حالات میں ملک کی معیشت شدید دباؤ کا شکار ہے جبکہ وزیراعظم عمران خان نے عوامی اجتماع سے خطاب کرتے ہوئے کہا کہ پاکستان کی خودمختاری پر کوئی سمجھوتہ نہیں کیا جائے گا اور قوم کو متحد رہنا ہوگا تاکہ ترقی کا سفر جاری رہے۔ کراچی کی عوام نے حکومت کی پالیسیوں کے خلاف احتجاج کیا اور کہا کہ موجودہ حالات میں ملک کی معیشت شدید دباؤ کا شکار ہے جبکہ وزیراعظم عمران خان نے عوامی اجتماع سے خطاب کرتے ہوئے کہا کہ پاکستان کی خودمختاری پر کوئی سمجھوتہ نہیں کیا جائے گا اور قوم کو متحد رہنا ہوگا تاکہ ترقی کا سفر جاری رہے۔ کراچی کی عوام نے حکومت کی پالیسیوں کے خلاف احتجاج کیا اور کہا کہ موجودہ حالات میں ملک کی معیشت شدید دباؤ کا شکار ہے جبکہ وزیراعظم عمران خان نے عوامی اجتماع سے خطاب کرتے ہوئے کہا کہ پاکستان کی خودمختاری پر کوئی سمجھوتہ نہیں کیا جائے گا اور قوم کو متحد رہنا ہوگا تاکہ ترقی کا سفر جاری رہے۔ (18, 1835, 115, 2427)
block-number: 14 (613, 1657, 639, 1674)
block-text: کراچی کی عوام نے حکومت کی پالیسیوں کے خلاف احتجاج کیا اور کہا کہ موجودہ حالات میں ملک کی معیشت شدید دباؤ کا شکار ہے جبکہ وزیراعظم عمران خان نے عوامی اجتماع سے خطاب کرتے ہوئے کہا کہ پاکستان کی خودمختاری پر کوئی سمجھوتہ نہیں کیا جائے گا اور قوم کو متحد رہنا ہوگا تاکہ ترقی کا سفر جاری رہے۔ کراچی کی عوام نے حکومت کی پالیسیوں کے خلاف احتجاج کیا اور کہا کہ موجودہ حالات میں ملک کی معیشت شدید دباؤ کا شکار ہے جبکہ وزیراعظم عمران خان نے عوامی اجتماع سے خطاب کرتے ہوئے کہا کہ پاکستان کی خودمختاری پر کوئی سمجھوتہ نہیں کیا جائے گا اور قوم کو متحد رہنا ہوگا تاکہ ترقی کا سفر جاری رہے۔ کراچی کی عوام نے حکومت کی پالیسیوں کے خلاف احتجاج کیا اور کہا کہ موجودہ حالات میں ملک کی معیشت شدید دباؤ کا شکار ہے جبکہ وزیراعظم عمران خان نے عوامی اجتماع سے خطاب کرتے ہوئے کہا کہ پاکستان کی خودمختاری پر کوئی سمجھوتہ نہیں کیا جائے گا اور قوم کو متحد رہنا ہوگا تاکہ ترقی کا سفر جاری رہے۔ کراچی کی عوام نے حکومت کی پالیسیوں کے خلاف احتجاج کیا اور کہا کہ موجودہ حالات میں ملک کی معیشت شدید دباؤ کا شکار ہے جبکہ وزیراعظم عمران خان نے عوامی اجتماع سے خطاب کرتے ہوئے کہا کہ پاکستان کی خودمختاری پر کوئی سمجھوتہ نہیں کیا جائے گا اور قوم کو متحد رہنا ہوگا تاکہ ترقی کا سفر جاری رہے۔ (542, 1390, 640, 1652)
block-label: بیتیمبر (124, 1039, 194, 1056)
block-text: کراچی کی عوام نے حکومت کی پالیسیوں کے خلاف احتجاج کیا اور کہا کہ موجودہ حالات میں ملک کی معیشت شدید دباؤ کا شکار ہے جبکہ وزیراعظم عمران خان نے عوامی اجتماع سے خطاب کرتے ہوئے کہا کہ پاکستان کی خودمختاری پر کوئی سمجھوتہ نہیں کیا جائے گا اور قوم کو متحد رہنا ہوگا تاکہ ترقی کا سفر جاری رہے۔ کراچی کی عوام نے حکومت کی پالیسیوں کے خلاف احتجاج کیا اور کہا کہ موجودہ حالات میں ملک کی معیشت شدید دباؤ کا شکار ہے جبکہ وزیراعظم عمران خان نے عوامی اجتماع سے خطاب کرتے ہوئے کہا کہ پاکستان کی خودمختاری پر کوئی سمجھوتہ نہیں کیا جائے گا اور قوم کو متحد رہنا ہوگا تاکہ ترقی کا سفر جاری رہے۔ کراچی کی عوام نے حکومت کی پالیسیوں کے خلاف احتجاج کیا اور کہا کہ موجودہ حالات میں ملک کی معیشت شدید دباؤ کا شکار ہے جبکہ وزیراعظم عمران خان نے عوامی اجتماع سے خطاب کرتے ہوئے کہا کہ پاکستان کی خودمختاری پر کوئی سمجھوتہ نہیں کیا جائے گا اور قوم کو متحد رہنا ہوگا تاکہ ترقی کا سفر جاری رہے۔ کراچی کی عوام نے حکومت کی پالیسیوں کے خلاف احتجاج کیا اور کہا کہ موجودہ حالات میں ملک کی معیشت شدید دباؤ کا شکار ہے جبکہ وزیراعظم عمران خان نے عوامی اجتماع سے خطاب کرتے ہوئے کہا کہ پاکستان کی خودمختاری پر کوئی سمجھوتہ نہیں کیا جائے گا اور قوم کو متحد رہنا ہوگا تاکہ ترقی کا سفر جاری رہے۔ کراچی کی عوام نے حکومت کی پالیسیوں کے خلاف احتجاج کیا اور کہا کہ موجودہ حالات میں ملک کی معیشت شدید دباؤ کا شکار ہے جبکہ وزیراعظم عمران خان نے عوامی اجتماع سے خطاب کرتے ہوئے کہا کہ پاکستان کی خودمختاری پر کوئی سمجھوتہ نہیں کیا جائے گا اور قوم کو متحد رہنا ہوگا تاکہ ترقی کا سفر جاری رہے۔ (18, 285, 115, 613)
news-block (123, 683, 221, 1035)
news-block (543, 461, 640, 746)
block-text: کراچی کی عوام نے حکومت کی پالیسیوں کے خلاف احتجاج کیا اور کہا کہ موجودہ حالات میں ملک کی معیشت شدید دباؤ کا شکار ہے جبکہ وزیراعظم عمران خان نے عوامی اجتماع سے خطاب کرتے ہوئے کہا کہ پاکستان کی خودمختاری پر کوئی سمجھوتہ نہیں کیا جائے گا اور قوم کو متحد رہنا ہوگا تاکہ ترقی کا سفر جاری رہے۔ کراچی کی عوام نے حکومت کی پالیسیوں کے خلاف احتجاج کیا اور کہا کہ موجودہ حالات میں ملک کی معیشت شدید دباؤ کا شکار ہے جبکہ وزیراعظم عمران خان نے عوامی اجتماع سے خطاب کرتے ہوئے کہا کہ پاکستان کی خودمختاری پر کوئی سمجھوتہ نہیں کیا جائے گا اور قوم کو متحد رہنا ہوگا تاکہ ترقی کا سفر جاری رہے۔ کراچی کی عوام نے حکومت کی پالیسیوں کے خلاف احتجاج کیا اور کہا کہ موجودہ حالات میں ملک کی معیشت شدید دباؤ کا شکار ہے جبکہ وزیراعظم عمران خان نے عوامی اجتماع سے خطاب کرتے ہوئے کہا کہ پاکستان کی خودمختاری پر کوئی سمجھوتہ نہیں کیا جائے گا اور قوم کو متحد رہنا ہوگا تاکہ ترقی کا سفر جاری رہے۔ کراچی کی عوام نے حکومت کی پالیسیوں کے خلاف احتجاج کیا اور کہا کہ موجودہ حالات میں ملک کی معیشت شدید دباؤ کا شکار ہے جبکہ وزیراعظم عمران خان نے عوامی اجتماع سے خطاب کرتے ہوئے کہا کہ پاکستان کی خودمختاری پر کوئی سمجھوتہ نہیں کیا جائے گا اور قوم کو متحد رہنا ہوگا تاکہ ترقی کا سفر جاری رہے۔ کراچی کی عوام نے حکومت کی پالیسیوں کے خلاف احتجاج کیا اور کہا کہ موجودہ حالات میں ملک کی معیشت شدید دباؤ کا شکار ہے جبکہ وزیراعظم عمران خان نے عوامی اجتماع سے خطاب کرتے ہوئے کہا کہ پاکستان کی خودمختاری پر کوئی سمجھوتہ نہیں کیا جائے گا اور قوم کو متحد رہنا ہوگا تاکہ ترقی کا سفر جاری رہے۔ کراچی کی عوام نے حکومت کی پالیسیوں کے خلاف احتجاج کیا اور کہا کہ موجودہ حالات میں ملک کی معیشت شدید دباؤ کا شکار ہے جبکہ وزیراعظم عمران خان نے عوامی اجتماع سے خطاب کرتے ہوئے کہا کہ پاکستان کی خودمختاری پر کوئی سمجھوتہ نہیں کیا جائے گا اور قوم کو متحد رہنا ہوگا تاکہ ترقی کا سفر جاری رہے۔ کراچی کی عوام نے حکومت کی پالیسیوں کے خلاف احتجاج کیا اور کہا کہ موجودہ حالات میں ملک کی معیشت شدید دباؤ کا شکار ہے جبکہ وزیراعظم عمران خان نے عوامی اجتماع سے خطاب کرتے ہوئے کہا کہ پاکستان کی خودمختاری پر کوئی سمجھوتہ نہیں کیا جائے گا اور قوم کو متحد رہنا ہوگا تاکہ ترقی کا سفر جاری رہے۔ کراچی کی عوام نے حکومت کی پالیسیوں کے خلاف احتجاج کیا اور کہا کہ موجودہ حالات میں ملک کی معیشت شدید دباؤ کا شکار ہے جبکہ وزیراعظم عمران خان نے عوامی اجتماع سے خطاب کرتے ہوئے کہا کہ پاکستان کی خودمختاری پر کوئی سمجھوتہ نہیں کیا جائے گا اور قوم کو متحد رہنا ہوگا تاکہ ترقی کا سفر جاری رہے۔ کراچی کی عوام نے حکومت کی پالیسیوں کے خلاف احتجاج کیا اور کہا کہ موجودہ حالات میں ملک کی معیشت شدید دباؤ کا شکار ہے جبکہ وزیراعظم عمران خان نے عوامی اجتماع سے خطاب کرتے ہوئے کہا کہ پاکستان کی خودمختاری پر کوئی سمجھوتہ نہیں کیا جائے گا اور قوم کو متحد رہنا ہوگا تاکہ ترقی کا سفر جاری رہے۔ (542, 772, 640, 1363)
block-text: کراچی کی عوام نے حکومت کی پالیسیوں کے خلاف احتجاج کیا اور کہا کہ موجودہ حالات میں ملک کی معیشت شدید دباؤ کا شکار ہے جبکہ وزیراعظم عمران خان نے عوامی اجتماع سے خطاب کرتے ہوئے کہا کہ پاکستان کی خودمختاری پر کوئی سمجھوتہ نہیں کیا جائے گا اور قوم کو متحد رہنا ہوگا تاکہ ترقی کا سفر جاری رہے۔ کراچی کی عوام نے حکومت کی پالیسیوں کے خلاف احتجاج کیا اور کہا کہ موجودہ حالات میں ملک کی معیشت شدید دباؤ کا شکار ہے جبکہ وزیراعظم عمران خان نے عوامی اجتماع سے خطاب کرتے ہوئے کہا کہ پاکستان کی خودمختاری پر کوئی سمجھوتہ نہیں کیا جائے گا اور قوم کو متحد رہنا ہوگا تاکہ ترقی کا سفر جاری رہے۔ کراچی کی عوام نے حکومت کی پالیسیوں کے خلاف احتجاج کیا اور کہا کہ موجودہ حالات میں ملک کی معیشت شدید دباؤ کا شکار ہے جبکہ وزیراعظم عمران خان نے عوامی اجتماع سے خطاب کرتے ہوئے کہا کہ پاکستان کی خودمختاری پر کوئی سمجھوتہ نہیں کیا جائے گا اور قوم کو متحد رہنا ہوگا تاکہ ترقی کا سفر جاری رہے۔ کراچی کی عوام نے حکومت کی پالیسیوں کے خلاف احتجاج کیا اور کہا کہ موجودہ حالات میں ملک کی معیشت شدید دباؤ کا شکار ہے جبکہ وزیراعظم عمران خان نے عوامی اجتماع سے خطاب کرتے ہوئے کہا کہ پاکستان کی خودمختاری پر کوئی سمجھوتہ نہیں کیا جائے گا اور قوم کو متحد رہنا ہوگا تاکہ ترقی کا سفر جاری رہے۔ کراچی کی عوام نے حکومت کی پالیسیوں کے خلاف احتجاج کیا اور کہا کہ موجودہ حالات میں ملک کی معیشت شدید دباؤ کا شکار ہے جبکہ وزیراعظم عمران خان نے عوامی اجتماع سے خطاب کرتے ہوئے کہا کہ پاکستان کی خودمختاری پر کوئی سمجھوتہ نہیں کیا جائے گا اور قوم کو متحد رہنا ہوگا تاکہ ترقی کا سفر جاری رہے۔ کراچی کی عوام نے حکومت کی پالیسیوں کے خلاف احتجاج کیا اور کہا کہ موجودہ حالات میں ملک کی معیشت شدید دباؤ کا شکار ہے جبکہ وزیراعظم عمران خان نے عوامی اجتماع سے خطاب کرتے ہوئے کہا کہ پاکستان کی خودمختاری پر کوئی سمجھوتہ نہیں کیا جائے گا اور قوم کو متحد رہنا ہوگا تاکہ ترقی کا سفر جاری رہے۔ (542, 1679, 640, 2072)
block-header (18, 617, 115, 637)
block-number: 37 (193, 41, 219, 59)
news-block (18, 263, 115, 614)
block-header (753, 2208, 850, 2228)
block-label: بیتیمبر (19, 1814, 89, 1831)
block-number: 1 (823, 41, 848, 59)
block-header (647, 1854, 745, 1873)
block-text: کراچی کی عوام نے حکومت کی پالیسیوں کے خلاف احتجاج کیا اور کہا کہ موجودہ حالات میں ملک کی معیشت شدید دباؤ کا شکار ہے جبکہ وزیراعظم عمران خان نے عوامی اجتماع سے خطاب کرتے ہوئے کہا کہ پاکستان کی خودمختاری پر کوئی سمجھوتہ نہیں کیا جائے گا اور قوم کو متحد رہنا ہوگا تاکہ ترقی کا سفر جاری رہے۔ کراچی کی عوام نے حکومت کی پالیسیوں کے خلاف احتجاج کیا اور کہا کہ موجودہ حالات میں ملک کی معیشت شدید دباؤ کا شکار ہے جبکہ وزیراعظم عمران خان نے عوامی اجتماع سے خطاب کرتے ہوئے کہا کہ پاکستان کی خودمختاری پر کوئی سمجھوتہ نہیں کیا جائے گا اور قوم کو متحد رہنا ہوگا تاکہ ترقی کا سفر جاری رہے۔ کراچی کی عوام نے حکومت کی پالیسیوں کے خلاف احتجاج کیا اور کہا کہ موجودہ حالات میں ملک کی معیشت شدید دباؤ کا شکار ہے جبکہ وزیراعظم عمران خان نے عوامی اجتماع سے خطاب کرتے ہوئے کہا کہ پاکستان کی خودمختاری پر کوئی سمجھوتہ نہیں کیا جائے گا اور قوم کو متحد رہنا ہوگا تاکہ ترقی کا سفر جاری رہے۔ کراچی کی عوام نے حکومت کی پالیسیوں کے خلاف احتجاج کیا اور کہا کہ موجودہ حالات میں ملک کی معیشت شدید دباؤ کا شکار ہے جبکہ وزیراعظم عمران خان نے عوامی اجتماع سے خطاب کرتے ہوئے کہا کہ پاکستان کی خودمختاری پر کوئی سمجھوتہ نہیں کیا جائے گا اور قوم کو متحد رہنا ہوگا تاکہ ترقی کا سفر جاری رہے۔ (228, 2256, 325, 2517)
block-header (18, 40, 115, 60)
block-text: کراچی کی عوام نے حکومت کی پالیسیوں کے خلاف احتجاج کیا اور کہا کہ موجودہ حالات میں ملک کی معیشت شدید دباؤ کا شکار ہے جبکہ وزیراعظم عمران خان نے عوامی اجتماع سے خطاب کرتے ہوئے کہا کہ پاکستان کی خودمختاری پر کوئی سمجھوتہ نہیں کیا جائے گا اور قوم کو متحد رہنا ہوگا تاکہ ترقی کا سفر جاری رہے۔ کراچی کی عوام نے حکومت کی پالیسیوں کے خلاف احتجاج کیا اور کہا کہ موجودہ حالات میں ملک کی معیشت شدید دباؤ کا شکار ہے جبکہ وزیراعظم عمران خان نے عوامی اجتماع سے خطاب کرتے ہوئے کہا کہ پاکستان کی خودمختاری پر کوئی سمجھوتہ نہیں کیا جائے گا اور قوم کو متحد رہنا ہوگا تاکہ ترقی کا سفر جاری رہے۔ کراچی کی عوام نے حکومت کی پالیسیوں کے خلاف احتجاج کیا اور کہا کہ موجودہ حالات میں ملک کی معیشت شدید دباؤ کا شکار ہے جبکہ وزیراعظم عمران خان نے عوامی اجتماع سے خطاب کرتے ہوئے کہا کہ پاکستان کی خودمختاری پر کوئی سمجھوتہ نہیں کیا جائے گا اور قوم کو متحد رہنا ہوگا تاکہ ترقی کا سفر جاری رہے۔ کراچی کی عوام نے حکومت کی پالیسیوں کے خلاف احتجاج کیا اور کہا کہ موجودہ حالات میں ملک کی معیشت شدید دباؤ کا شکار ہے جبکہ وزیراعظم عمران خان نے عوامی اجتماع سے خطاب کرتے ہوئے کہا کہ پاکستان کی خودمختاری پر کوئی سمجھوتہ نہیں کیا جائے گا اور قوم کو متحد رہنا ہوگا تاکہ ترقی کا سفر جاری رہے۔ کراچی کی عوام نے حکومت کی پالیسیوں کے خلاف احتجاج کیا اور کہا کہ موجودہ حالات میں ملک کی معیشت شدید دباؤ کا شکار ہے جبکہ وزیراعظم عمران خان نے عوامی اجتماع سے خطاب کرتے ہوئے کہا کہ پاکستان کی خودمختاری پر کوئی سمجھوتہ نہیں کیا جائے گا اور قوم کو متحد رہنا ہوگا تاکہ ترقی کا سفر جاری رہے۔ کراچی کی عوام نے حکومت کی پالیسیوں کے خلاف احتجاج کیا اور کہا کہ موجودہ حالات میں ملک کی معیشت شدید دباؤ کا شکار ہے جبکہ وزیراعظم عمران خان نے عوامی اجتماع سے خطاب کرتے ہوئے کہا کہ پاکستان کی خودمختاری پر کوئی سمجھوتہ نہیں کیا جائے گا اور قوم کو متحد رہنا ہوگا تاکہ ترقی کا سفر جاری رہے۔ (123, 63, 220, 456)
block-text: کراچی کی عوام نے حکومت کی پالیسیوں کے خلاف احتجاج کیا اور کہا کہ موجودہ حالات میں ملک کی معیشت شدید دباؤ کا شکار ہے جبکہ وزیراعظم عمران خان نے عوامی اجتماع سے خطاب کرتے ہوئے کہا کہ پاکستان کی خودمختاری پر کوئی سمجھوتہ نہیں کیا جائے گا اور قوم کو متحد رہنا ہوگا تاکہ ترقی کا سفر جاری رہے۔ کراچی کی عوام نے حکومت کی پالیسیوں کے خلاف احتجاج کیا اور کہا کہ موجودہ حالات میں ملک کی معیشت شدید دباؤ کا شکار ہے جبکہ وزیراعظم عمران خان نے عوامی اجتماع سے خطاب کرتے ہوئے کہا کہ پاکستان کی خودمختاری پر کوئی سمجھوتہ نہیں کیا جائے گا اور قوم کو متحد رہنا ہوگا تاکہ ترقی کا سفر جاری رہے۔ کراچی کی عوام نے حکومت کی پالیسیوں کے خلاف احتجاج کیا اور کہا کہ موجودہ حالات میں ملک کی معیشت شدید دباؤ کا شکار ہے جبکہ وزیراعظم عمران خان نے عوامی اجتماع سے خطاب کرتے ہوئے کہا کہ پاکستان کی خودمختاری پر کوئی سمجھوتہ نہیں کیا جائے گا اور قوم کو متحد رہنا ہوگا تاکہ ترقی کا سفر جاری رہے۔ (18, 63, 115, 259)
article-grid (13, 33, 853, 2576)
block-label: بیتیمبر (19, 41, 89, 59)
block-label: بیتیمبر (439, 1657, 508, 1674)
block-text: کراچی کی عوام نے حکومت کی پالیسیوں کے خلاف احتجاج کیا اور کہا کہ موجودہ حالات میں ملک کی معیشت شدید دباؤ کا شکار ہے جبکہ وزیراعظم عمران خان نے عوامی اجتماع سے خطاب کرتے ہوئے کہا کہ پاکستان کی خودمختاری پر کوئی سمجھوتہ نہیں کیا جائے گا اور قوم کو متحد رہنا ہوگا تاکہ ترقی کا سفر جاری رہے۔ کراچی کی عوام نے حکومت کی پالیسیوں کے خلاف احتجاج کیا اور کہا کہ موجودہ حالات میں ملک کی معیشت شدید دباؤ کا شکار ہے جبکہ وزیراعظم عمران خان نے عوامی اجتماع سے خطاب کرتے ہوئے کہا کہ پاکستان کی خودمختاری پر کوئی سمجھوتہ نہیں کیا جائے گا اور قوم کو متحد رہنا ہوگا تاکہ ترقی کا سفر جاری رہے۔ کراچی کی عوام نے حکومت کی پالیسیوں کے خلاف احتجاج کیا اور کہا کہ موجودہ حالات میں ملک کی معیشت شدید دباؤ کا شکار ہے جبکہ وزیراعظم عمران خان نے عوامی اجتماع سے خطاب کرتے ہوئے کہا کہ پاکستان کی خودمختاری پر کوئی سمجھوتہ نہیں کیا جائے گا اور قوم کو متحد رہنا ہوگا تاکہ ترقی کا سفر جاری رہے۔ کراچی کی عوام نے حکومت کی پالیسیوں کے خلاف احتجاج کیا اور کہا کہ موجودہ حالات میں ملک کی معیشت شدید دباؤ کا شکار ہے جبکہ وزیراعظم عمران خان نے عوامی اجتماع سے خطاب کرتے ہوئے کہا کہ پاکستان کی خودمختاری پر کوئی سمجھوتہ نہیں کیا جائے گا اور قوم کو متحد رہنا ہوگا تاکہ ترقی کا سفر جاری رہے۔ کراچی کی عوام نے حکومت کی پالیسیوں کے خلاف احتجاج کیا اور کہا کہ موجودہ حالات میں ملک کی معیشت شدید دباؤ کا شکار ہے جبکہ وزیراعظم عمران خان نے عوامی اجتماع سے خطاب کرتے ہوئے کہا کہ پاکستان کی خودمختاری پر کوئی سمجھوتہ نہیں کیا جائے گا اور قوم کو متحد رہنا ہوگا تاکہ ترقی کا سفر جاری رہے۔ کراچی کی عوام نے حکومت کی پالیسیوں کے خلاف احتجاج کیا اور کہا کہ موجودہ حالات میں ملک کی معیشت شدید دباؤ کا شکار ہے جبکہ وزیراعظم عمران خان نے عوامی اجتماع سے خطاب کرتے ہوئے کہا کہ پاکستان کی خودمختاری پر کوئی سمجھوتہ نہیں کیا جائے گا اور قوم کو متحد رہنا ہوگا تاکہ ترقی کا سفر جاری رہے۔ کراچی کی عوام نے حکومت کی پالیسیوں کے خلاف احتجاج کیا اور کہا کہ موجودہ حالات میں ملک کی معیشت شدید دباؤ کا شکار ہے جبکہ وزیراعظم عمران خان نے عوامی اجتماع سے خطاب کرتے ہوئے کہا کہ پاکستان کی خودمختاری پر کوئی سمجھوتہ نہیں کیا جائے گا اور قوم کو متحد رہنا ہوگا تاکہ ترقی کا سفر جاری رہے۔ کراچی کی عوام نے حکومت کی پالیسیوں کے خلاف احتجاج کیا اور کہا کہ موجودہ حالات میں ملک کی معیشت شدید دباؤ کا شکار ہے جبکہ وزیراعظم عمران خان نے عوامی اجتماع سے خطاب کرتے ہوئے کہا کہ پاکستان کی خودمختاری پر کوئی سمجھوتہ نہیں کیا جائے گا اور قوم کو متحد رہنا ہوگا تاکہ ترقی کا سفر جاری رہے۔ کراچی کی عوام نے حکومت کی پالیسیوں کے خلاف احتجاج کیا اور کہا کہ موجودہ حالات میں ملک کی معیشت شدید دباؤ کا شکار ہے جبکہ وزیراعظم عمران خان نے عوامی اجتماع سے خطاب کرتے ہوئے کہا کہ پاکستان کی خودمختاری پر کوئی سمجھوتہ نہیں کیا جائے گا اور قوم کو متحد رہنا ہوگا تاکہ ترقی کا سفر جاری رہے۔ (438, 351, 535, 943)
block-number: 8 (718, 2564, 744, 2576)
block-label: بیتیمبر (544, 750, 613, 768)
block-header (753, 2497, 850, 2516)
block-text: کراچی کی عوام نے حکومت کی پالیسیوں کے خلاف احتجاج کیا اور کہا کہ موجودہ حالات میں ملک کی معیشت شدید دباؤ کا شکار ہے جبکہ وزیراعظم عمران خان نے عوامی اجتماع سے خطاب کرتے ہوئے کہا کہ پاکستان کی خودمختاری پر کوئی سمجھوتہ نہیں کیا جائے گا اور قوم کو متحد رہنا ہوگا تاکہ ترقی کا سفر جاری رہے۔ کراچی کی عوام نے حکومت کی پالیسیوں کے خلاف احتجاج کیا اور کہا کہ موجودہ حالات میں ملک کی معیشت شدید دباؤ کا شکار ہے جبکہ وزیراعظم عمران خان نے عوامی اجتماع سے خطاب کرتے ہوئے کہا کہ پاکستان کی خودمختاری پر کوئی سمجھوتہ نہیں کیا جائے گا اور قوم کو متحد رہنا ہوگا تاکہ ترقی کا سفر جاری رہے۔ کراچی کی عوام نے حکومت کی پالیسیوں کے خلاف احتجاج کیا اور کہا کہ موجودہ حالات میں ملک کی معیشت شدید دباؤ کا شکار ہے جبکہ وزیراعظم عمران خان نے عوامی اجتماع سے خطاب کرتے ہوئے کہا کہ پاکستان کی خودمختاری پر کوئی سمجھوتہ نہیں کیا جائے گا اور قوم کو متحد رہنا ہوگا تاکہ ترقی کا سفر جاری رہے۔ کراچی کی عوام نے حکومت کی پالیسیوں کے خلاف احتجاج کیا اور کہا کہ موجودہ حالات میں ملک کی معیشت شدید دباؤ کا شکار ہے جبکہ وزیراعظم عمران خان نے عوامی اجتماع سے خطاب کرتے ہوئے کہا کہ پاکستان کی خودمختاری پر کوئی سمجھوتہ نہیں کیا جائے گا اور قوم کو متحد رہنا ہوگا تاکہ ترقی کا سفر جاری رہے۔ (18, 1547, 115, 1808)
block-label: بیتیمبر (439, 1879, 508, 1897)
block-label: بیتیمبر (754, 2209, 823, 2227)
block-text: کراچی کی عوام نے حکومت کی پالیسیوں کے خلاف احتجاج کیا اور کہا کہ موجودہ حالات میں ملک کی معیشت شدید دباؤ کا شکار ہے جبکہ وزیراعظم عمران خان نے عوامی اجتماع سے خطاب کرتے ہوئے کہا کہ پاکستان کی خودمختاری پر کوئی سمجھوتہ نہیں کیا جائے گا اور قوم کو متحد رہنا ہوگا تاکہ ترقی کا سفر جاری رہے۔ کراچی کی عوام نے حکومت کی پالیسیوں کے خلاف احتجاج کیا اور کہا کہ موجودہ حالات میں ملک کی معیشت شدید دباؤ کا شکار ہے جبکہ وزیراعظم عمران خان نے عوامی اجتماع سے خطاب کرتے ہوئے کہا کہ پاکستان کی خودمختاری پر کوئی سمجھوتہ نہیں کیا جائے گا اور قوم کو متحد رہنا ہوگا تاکہ ترقی کا سفر جاری رہے۔ کراچی کی عوام نے حکومت کی پالیسیوں کے خلاف احتجاج کیا اور کہا کہ موجودہ حالات میں ملک کی معیشت شدید دباؤ کا شکار ہے جبکہ وزیراعظم عمران خان نے عوامی اجتماع سے خطاب کرتے ہوئے کہا کہ پاکستان کی خودمختاری پر کوئی سمجھوتہ نہیں کیا جائے گا اور قوم کو متحد رہنا ہوگا تاکہ ترقی کا سفر جاری رہے۔ کراچی کی عوام نے حکومت کی پالیسیوں کے خلاف احتجاج کیا اور کہا کہ موجودہ حالات میں ملک کی معیشت شدید دباؤ کا شکار ہے جبکہ وزیراعظم عمران خان نے عوامی اجتماع سے خطاب کرتے ہوئے کہا کہ پاکستان کی خودمختاری پر کوئی سمجھوتہ نہیں کیا جائے گا اور قوم کو متحد رہنا ہوگا تاکہ ترقی کا سفر جاری رہے۔ کراچی کی عوام نے حکومت کی پالیسیوں کے خلاف احتجاج کیا اور کہا کہ موجودہ حالات میں ملک کی معیشت شدید دباؤ کا شکار ہے جبکہ وزیراعظم عمران خان نے عوامی اجتماع سے خطاب کرتے ہوئے کہا کہ پاکستان کی خودمختاری پر کوئی سمجھوتہ نہیں کیا جائے گا اور قوم کو متحد رہنا ہوگا تاکہ ترقی کا سفر جاری رہے۔ کراچی کی عوام نے حکومت کی پالیسیوں کے خلاف احتجاج کیا اور کہا کہ موجودہ حالات میں ملک کی معیشت شدید دباؤ کا شکار ہے جبکہ وزیراعظم عمران خان نے عوامی اجتماع سے خطاب کرتے ہوئے کہا کہ پاکستان کی خودمختاری پر کوئی سمجھوتہ نہیں کیا جائے گا اور قوم کو متحد رہنا ہوگا تاکہ ترقی کا سفر جاری رہے۔ کراچی کی عوام نے حکومت کی پالیسیوں کے خلاف احتجاج کیا اور کہا کہ موجودہ حالات میں ملک کی معیشت شدید دباؤ کا شکار ہے جبکہ وزیراعظم عمران خان نے عوامی اجتماع سے خطاب کرتے ہوئے کہا کہ پاکستان کی خودمختاری پر کوئی سمجھوتہ نہیں کیا جائے گا اور قوم کو متحد رہنا ہوگا تاکہ ترقی کا سفر جاری رہے۔ (123, 1060, 220, 1520)
block-number: 17 (508, 330, 534, 347)
block-label: بیتیمبر (754, 882, 823, 900)
block-number: 21 (508, 1879, 534, 1897)
news-block (333, 1367, 430, 1587)
block-text: کراچی کی عوام نے حکومت کی پالیسیوں کے خلاف احتجاج کیا اور کہا کہ موجودہ حالات میں ملک کی معیشت شدید دباؤ کا شکار ہے جبکہ وزیراعظم عمران خان نے عوامی اجتماع سے خطاب کرتے ہوئے کہا کہ پاکستان کی خودمختاری پر کوئی سمجھوتہ نہیں کیا جائے گا اور قوم کو متحد رہنا ہوگا تاکہ ترقی کا سفر جاری رہے۔ کراچی کی عوام نے حکومت کی پالیسیوں کے خلاف احتجاج کیا اور کہا کہ موجودہ حالات میں ملک کی معیشت شدید دباؤ کا شکار ہے جبکہ وزیراعظم عمران خان نے عوامی اجتماع سے خطاب کرتے ہوئے کہا کہ پاکستان کی خودمختاری پر کوئی سمجھوتہ نہیں کیا جائے گا اور قوم کو متحد رہنا ہوگا تاکہ ترقی کا سفر جاری رہے۔ کراچی کی عوام نے حکومت کی پالیسیوں کے خلاف احتجاج کیا اور کہا کہ موجودہ حالات میں ملک کی معیشت شدید دباؤ کا شکار ہے جبکہ وزیراعظم عمران خان نے عوامی اجتماع سے خطاب کرتے ہوئے کہا کہ پاکستان کی خودمختاری پر کوئی سمجھوتہ نہیں کیا جائے گا اور قوم کو متحد رہنا ہوگا تاکہ ترقی کا سفر جاری رہے۔ کراچی کی عوام نے حکومت کی پالیسیوں کے خلاف احتجاج کیا اور کہا کہ موجودہ حالات میں ملک کی معیشت شدید دباؤ کا شکار ہے جبکہ وزیراعظم عمران خان نے عوامی اجتماع سے خطاب کرتے ہوئے کہا کہ پاکستان کی خودمختاری پر کوئی سمجھوتہ نہیں کیا جائے گا اور قوم کو متحد رہنا ہوگا تاکہ ترقی کا سفر جاری رہے۔ کراچی کی عوام نے حکومت کی پالیسیوں کے خلاف احتجاج کیا اور کہا کہ موجودہ حالات میں ملک کی معیشت شدید دباؤ کا شکار ہے جبکہ وزیراعظم عمران خان نے عوامی اجتماع سے خطاب کرتے ہوئے کہا کہ پاکستان کی خودمختاری پر کوئی سمجھوتہ نہیں کیا جائے گا اور قوم کو متحد رہنا ہوگا تاکہ ترقی کا سفر جاری رہے۔ (228, 994, 325, 1322)
news-column (644, 38, 748, 2576)
block-label: بیتیمبر (648, 948, 718, 965)
block-text: کراچی کی عوام نے حکومت کی پالیسیوں کے خلاف احتجاج کیا اور کہا کہ موجودہ حالات میں ملک کی معیشت شدید دباؤ کا شکار ہے جبکہ وزیراعظم عمران خان نے عوامی اجتماع سے خطاب کرتے ہوئے کہا کہ پاکستان کی خودمختاری پر کوئی سمجھوتہ نہیں کیا جائے گا اور قوم کو متحد رہنا ہوگا تاکہ ترقی کا سفر جاری رہے۔ کراچی کی عوام نے حکومت کی پالیسیوں کے خلاف احتجاج کیا اور کہا کہ موجودہ حالات میں ملک کی معیشت شدید دباؤ کا شکار ہے جبکہ وزیراعظم عمران خان نے عوامی اجتماع سے خطاب کرتے ہوئے کہا کہ پاکستان کی خودمختاری پر کوئی سمجھوتہ نہیں کیا جائے گا اور قوم کو متحد رہنا ہوگا تاکہ ترقی کا سفر جاری رہے۔ کراچی کی عوام نے حکومت کی پالیسیوں کے خلاف احتجاج کیا اور کہا کہ موجودہ حالات میں ملک کی معیشت شدید دباؤ کا شکار ہے جبکہ وزیراعظم عمران خان نے عوامی اجتماع سے خطاب کرتے ہوئے کہا کہ پاکستان کی خودمختاری پر کوئی سمجھوتہ نہیں کیا جائے گا اور قوم کو متحد رہنا ہوگا تاکہ ترقی کا سفر جاری رہے۔ کراچی کی عوام نے حکومت کی پالیسیوں کے خلاف احتجاج کیا اور کہا کہ موجودہ حالات میں ملک کی معیشت شدید دباؤ کا شکار ہے جبکہ وزیراعظم عمران خان نے عوامی اجتماع سے خطاب کرتے ہوئے کہا کہ پاکستان کی خودمختاری پر کوئی سمجھوتہ نہیں کیا جائے گا اور قوم کو متحد رہنا ہوگا تاکہ ترقی کا سفر جاری رہے۔ کراچی کی عوام نے حکومت کی پالیسیوں کے خلاف احتجاج کیا اور کہا کہ موجودہ حالات میں ملک کی معیشت شدید دباؤ کا شکار ہے جبکہ وزیراعظم عمران خان نے عوامی اجتماع سے خطاب کرتے ہوئے کہا کہ پاکستان کی خودمختاری پر کوئی سمجھوتہ نہیں کیا جائے گا اور قوم کو متحد رہنا ہوگا تاکہ ترقی کا سفر جاری رہے۔ کراچی کی عوام نے حکومت کی پالیسیوں کے خلاف احتجاج کیا اور کہا کہ موجودہ حالات میں ملک کی معیشت شدید دباؤ کا شکار ہے جبکہ وزیراعظم عمران خان نے عوامی اجتماع سے خطاب کرتے ہوئے کہا کہ پاکستان کی خودمختاری پر کوئی سمجھوتہ نہیں کیا جائے گا اور قوم کو متحد رہنا ہوگا تاکہ ترقی کا سفر جاری رہے۔ (228, 1835, 325, 2229)
block-text: کراچی کی عوام نے حکومت کی پالیسیوں کے خلاف احتجاج کیا اور کہا کہ موجودہ حالات میں ملک کی معیشت شدید دباؤ کا شکار ہے جبکہ وزیراعظم عمران خان نے عوامی اجتماع سے خطاب کرتے ہوئے کہا کہ پاکستان کی خودمختاری پر کوئی سمجھوتہ نہیں کیا جائے گا اور قوم کو متحد رہنا ہوگا تاکہ ترقی کا سفر جاری رہے۔ کراچی کی عوام نے حکومت کی پالیسیوں کے خلاف احتجاج کیا اور کہا کہ موجودہ حالات میں ملک کی معیشت شدید دباؤ کا شکار ہے جبکہ وزیراعظم عمران خان نے عوامی اجتماع سے خطاب کرتے ہوئے کہا کہ پاکستان کی خودمختاری پر کوئی سمجھوتہ نہیں کیا جائے گا اور قوم کو متحد رہنا ہوگا تاکہ ترقی کا سفر جاری رہے۔ کراچی کی عوام نے حکومت کی پالیسیوں کے خلاف احتجاج کیا اور کہا کہ موجودہ حالات میں ملک کی معیشت شدید دباؤ کا شکار ہے جبکہ وزیراعظم عمران خان نے عوامی اجتماع سے خطاب کرتے ہوئے کہا کہ پاکستان کی خودمختاری پر کوئی سمجھوتہ نہیں کیا جائے گا اور قوم کو متحد رہنا ہوگا تاکہ ترقی کا سفر جاری رہے۔ (542, 2099, 640, 2295)
block-number: 3 (718, 528, 744, 545)
block-header (123, 1038, 221, 1057)
block-header (228, 329, 325, 348)
block-number: 16 (508, 41, 534, 59)
block-text: کراچی کی عوام نے حکومت کی پالیسیوں کے خلاف احتجاج کیا اور کہا کہ موجودہ حالات میں ملک کی معیشت شدید دباؤ کا شکار ہے جبکہ وزیراعظم عمران خان نے عوامی اجتماع سے خطاب کرتے ہوئے کہا کہ پاکستان کی خودمختاری پر کوئی سمجھوتہ نہیں کیا جائے گا اور قوم کو متحد رہنا ہوگا تاکہ ترقی کا سفر جاری رہے۔ کراچی کی عوام نے حکومت کی پالیسیوں کے خلاف احتجاج کیا اور کہا کہ موجودہ حالات میں ملک کی معیشت شدید دباؤ کا شکار ہے جبکہ وزیراعظم عمران خان نے عوامی اجتماع سے خطاب کرتے ہوئے کہا کہ پاکستان کی خودمختاری پر کوئی سمجھوتہ نہیں کیا جائے گا اور قوم کو متحد (18, 2453, 115, 2575)
block-text: کراچی کی عوام نے حکومت کی پالیسیوں کے خلاف احتجاج کیا اور کہا کہ موجودہ حالات میں ملک کی معیشت شدید دباؤ کا شکار ہے جبکہ وزیراعظم عمران خان نے عوامی اجتماع سے خطاب کرتے ہوئے کہا کہ پاکستان کی خودمختاری پر کوئی سمجھوتہ نہیں کیا جائے گا اور قوم کو متحد رہنا ہوگا تاکہ ترقی کا سفر جاری رہے۔ کراچی کی عوام نے حکومت کی پالیسیوں کے خلاف احتجاج کیا اور کہا کہ موجودہ حالات میں ملک کی معیشت شدید دباؤ کا شکار ہے جبکہ وزیراعظم عمران خان نے عوامی اجتماع سے خطاب کرتے ہوئے کہا کہ پاکستان کی خودمختاری پر کوئی سمجھوتہ نہیں کیا جائے گا اور قوم کو متحد رہنا ہوگا تاکہ ترقی کا سفر جاری رہے۔ کراچی کی عوام نے حکومت کی پالیسیوں کے خلاف احتجاج کیا اور کہا کہ موجودہ حالات میں ملک کی معیشت شدید دباؤ کا شکار ہے جبکہ وزیراعظم عمران خان نے عوامی اجتماع سے خطاب کرتے ہوئے کہا کہ پاکستان کی خودمختاری پر کوئی سمجھوتہ نہیں کیا جائے گا اور قوم کو متحد رہنا ہوگا تاکہ ترقی کا سفر جاری رہے۔ (228, 772, 325, 968)
block-header (228, 749, 325, 769)
block-text: کراچی کی عوام نے حکومت کی پالیسیوں کے خلاف احتجاج کیا اور کہا کہ موجودہ حالات میں ملک کی معیشت شدید دباؤ کا شکار ہے جبکہ وزیراعظم عمران خان نے عوامی اجتماع سے خطاب کرتے ہوئے کہا کہ پاکستان کی خودمختاری پر کوئی سمجھوتہ نہیں کیا جائے گا اور قوم کو متحد رہنا ہوگا تاکہ ترقی کا سفر جاری رہے۔ کراچی کی عوام نے حکومت کی پالیسیوں کے خلاف احتجاج کیا اور کہا کہ موجودہ حالات میں ملک کی معیشت شدید دباؤ کا شکار ہے جبکہ وزیراعظم عمران خان نے عوامی اجتماع سے خطاب کرتے ہوئے کہا کہ پاکستان کی خودمختاری پر کوئی سمجھوتہ نہیں کیا جائے گا اور قوم کو متحد رہنا ہوگا تاکہ ترقی کا سفر جاری رہے۔ کراچی کی عوام نے حکومت کی پالیسیوں کے خلاف احتجاج کیا اور کہا کہ موجودہ حالات میں ملک کی معیشت شدید دباؤ کا شکار ہے جبکہ وزیراعظم عمران خان نے عوامی اجتماع سے خطاب کرتے ہوئے کہا کہ پاکستان کی خودمختاری پر کوئی سمجھوتہ نہیں کیا جائے گا اور قوم کو متحد رہنا ہوگا تاکہ ترقی کا سفر جاری رہے۔ کراچی کی عوام نے حکومت کی پالیسیوں کے خلاف احتجاج کیا اور کہا کہ موجودہ حالات میں ملک کی معیشت شدید دباؤ کا شکار ہے جبکہ وزیراعظم عمران خان نے عوامی اجتماع سے خطاب کرتے ہوئے کہا کہ پاکستان کی خودمختاری پر کوئی سمجھوتہ نہیں کیا جائے گا اور قوم کو متحد رہنا ہوگا تاکہ ترقی کا سفر جاری رہے۔ کراچی کی عوام نے حکومت کی پالیسیوں کے خلاف احتجاج کیا اور کہا کہ موجودہ حالات میں ملک کی معیشت شدید دباؤ کا شکار ہے جبکہ وزیراعظم عمران خان نے عوامی اجتماع سے خطاب کرتے ہوئے کہا کہ پاکستان کی خودمختاری پر کوئی سمجھوتہ نہیں کیا جائے گا اور قوم کو متحد رہنا ہوگا تاکہ ترقی کا سفر جاری رہے۔ کراچی کی عوام نے حکومت کی پالیسیوں کے خلاف احتجاج کیا اور کہا کہ موجودہ حالات میں ملک کی معیشت شدید دباؤ کا شکار ہے جبکہ وزیراعظم عمران خان نے عوامی اجتماع سے خطاب کرتے ہوئے کہا کہ پاکستان کی خودمختاری پر کوئی سمجھوتہ نہیں کیا جائے گا اور قوم کو متحد رہنا ہوگا تاکہ ترقی کا سفر جاری رہے۔ کراچی کی عوام نے حکومت کی پالیسیوں کے خلاف احتجاج کیا اور کہا کہ موجودہ حالات میں ملک کی معیشت شدید دباؤ کا شکار ہے جبکہ وزیراعظم عمران خان نے عوامی اجتماع سے خطاب کرتے ہوئے کہا کہ پاکستان کی خودمختاری پر کوئی سمجھوتہ نہیں کیا جائے گا اور قوم کو متحد رہنا ہوگا تاکہ ترقی کا سفر جاری رہے۔ کراچی کی عوام نے حکومت کی پالیسیوں کے خلاف احتجاج کیا اور کہا کہ موجودہ حالات میں ملک کی معیشت شدید دباؤ کا شکار ہے جبکہ وزیراعظم عمران خان نے عوامی اجتماع سے خطاب کرتے ہوئے کہا کہ پاکستان کی خودمختاری پر کوئی سمجھوتہ نہیں کیا جائے گا اور قوم کو متحد رہنا ہوگا تاکہ ترقی کا سفر جاری رہے۔ کراچی کی عوام نے حکومت کی پالیسیوں کے خلاف احتجاج کیا اور کہا کہ موجودہ حالات میں ملک کی معیشت شدید دباؤ کا شکار ہے جبکہ وزیراعظم عمران خان نے عوامی اجتماع سے خطاب کرتے ہوئے کہا کہ پاکستان کی خودمختاری پر کوئی سمجھوتہ نہیں کیا جائے گا اور قوم کو متحد رہنا ہوگا تاکہ ترقی کا سفر جاری رہے۔ (752, 1613, 850, 2204)
block-number: 35 (298, 2522, 324, 2540)
block-number: 13 (613, 1368, 639, 1386)
block-label: بیتیمبر (754, 396, 823, 413)
news-block (18, 2431, 115, 2576)
block-text: کراچی کی عوام نے حکومت کی پالیسیوں کے خلاف احتجاج کیا اور کہا کہ موجودہ حالات میں ملک کی معیشت شدید دباؤ کا شکار ہے جبکہ وزیراعظم عمران خان نے عوامی اجتماع سے خطاب کرتے ہوئے کہا کہ پاکستان کی خودمختاری پر کوئی سمجھوتہ نہیں کیا جائے گا اور قوم کو متحد رہنا ہوگا تاکہ ترقی کا سفر جاری رہے۔ کراچی کی عوام نے حکومت کی پالیسیوں کے خلاف احتجاج کیا اور کہا کہ موجودہ حالات میں ملک کی معیشت شدید دباؤ کا شکار ہے جبکہ وزیراعظم عمران خان نے عوامی اجتماع سے خطاب کرتے ہوئے کہا کہ پاکستان کی خودمختاری پر کوئی سمجھوتہ نہیں کیا جائے گا اور قوم کو متحد رہنا ہوگا تاکہ ترقی کا سفر جاری رہے۔ کراچی کی عوام نے حکومت کی پالیسیوں کے خلاف احتجاج کیا اور کہا کہ موجودہ حالات میں ملک کی معیشت شدید دباؤ کا شکار ہے جبکہ وزیراعظم عمران خان نے عوامی اجتماع سے خطاب کرتے ہوئے کہا کہ پاکستان کی خودمختاری پر کوئی سمجھوتہ نہیں کیا جائے گا اور قوم کو متحد رہنا ہوگا تاکہ ترقی کا سفر جاری رہے۔ کراچی کی عوام نے حکومت کی پالیسیوں کے خلاف احتجاج کیا اور کہا کہ موجودہ حالات میں ملک کی معیشت شدید دباؤ کا شکار ہے جبکہ وزیراعظم عمران خان نے عوامی اجتماع سے خطاب کرتے ہوئے کہا کہ پاکستان کی خودمختاری پر کوئی سمجھوتہ نہیں کیا جائے گا اور قوم کو متحد رہنا ہوگا تاکہ ترقی کا سفر جاری رہے۔ (123, 1967, 220, 2229)
news-column (539, 38, 643, 2295)
news-block (228, 2233, 325, 2518)
block-header (123, 461, 221, 480)
news-block (228, 749, 325, 969)
block-number: 30 (298, 750, 324, 768)
block-number: 48 (89, 1814, 114, 1831)
block-header (438, 2233, 535, 2252)
block-number: 27 (403, 1368, 429, 1386)
block-text: کراچی کی عوام نے حکومت کی پالیسیوں کے خلاف احتجاج کیا اور کہا کہ موجودہ حالات میں ملک کی معیشت شدید دباؤ کا شکار ہے جبکہ وزیراعظم عمران خان نے عوامی اجتماع سے خطاب کرتے ہوئے کہا کہ پاکستان کی خودمختاری پر کوئی سمجھوتہ نہیں کیا جائے گا اور قوم کو متحد رہنا ہوگا تاکہ ترقی کا سفر جاری رہے۔ کراچی کی عوام نے حکومت کی پالیسیوں کے خلاف احتجاج کیا اور کہا کہ موجودہ حالات میں ملک کی معیشت شدید دباؤ کا شکار ہے جبکہ وزیراعظم عمران خان نے عوامی اجتماع سے خطاب کرتے ہوئے کہا کہ پاکستان کی خودمختاری پر کوئی سمجھوتہ نہیں کیا جائے گا اور قوم کو متحد رہنا ہوگا تاکہ ترقی کا سفر جاری رہے۔ کراچی کی عوام نے حکومت کی پالیسیوں کے خلاف احتجاج کیا اور کہا کہ موجودہ حالات میں ملک کی معیشت شدید دباؤ کا شکار ہے جبکہ وزیراعظم عمران خان نے عوامی اجتماع سے خطاب کرتے ہوئے کہا کہ پاکستان کی خودمختاری پر کوئی سمجھوتہ نہیں کیا جائے گا اور قوم کو متحد رہنا ہوگا تاکہ ترقی کا سفر جاری رہے۔ کراچی کی عوام نے حکومت کی پالیسیوں کے خلاف احتجاج کیا اور کہا کہ موجودہ حالات میں ملک کی معیشت شدید دباؤ کا شکار ہے جبکہ وزیراعظم عمران خان نے عوامی اجتماع سے خطاب کرتے ہوئے کہا کہ پاکستان کی خودمختاری پر کوئی سمجھوتہ نہیں کیا جائے گا اور قوم کو متحد رہنا ہوگا تاکہ ترقی کا سفر جاری رہے۔ کراچی کی عوام نے حکومت کی پالیسیوں کے خلاف احتجاج کیا اور کہا کہ موجودہ حالات میں ملک کی معیشت شدید دباؤ کا شکار ہے جبکہ وزیراعظم عمران خان نے عوامی اجتماع سے خطاب کرتے ہوئے کہا کہ پاکستان کی خودمختاری پر کوئی سمجھوتہ نہیں کیا جائے گا اور قوم کو متحد رہنا ہوگا تاکہ ترقی کا سفر جاری رہے۔ کراچی کی عوام نے حکومت کی پالیسیوں کے خلاف احتجاج کیا اور کہا کہ موجودہ حالات میں ملک کی معیشت شدید دباؤ کا شکار ہے جبکہ وزیراعظم عمران خان نے عوامی اجتماع سے خطاب کرتے ہوئے کہا کہ پاکستان کی خودمختاری پر کوئی سمجھوتہ نہیں کیا جائے گا اور قوم کو متحد رہنا ہوگا تاکہ ترقی کا سفر جاری رہے۔ (18, 1126, 115, 1520)
block-number: 22 (508, 2234, 534, 2251)
block-text: کراچی کی عوام نے حکومت کی پالیسیوں کے خلاف احتجاج کیا اور کہا کہ موجودہ حالات میں ملک کی معیشت شدید دباؤ کا شکار ہے جبکہ وزیراعظم عمران خان نے عوامی اجتماع سے خطاب کرتے ہوئے کہا کہ پاکستان کی خودمختاری پر کوئی سمجھوتہ نہیں کیا جائے گا اور قوم کو متحد رہنا ہوگا تاکہ ترقی کا سفر جاری رہے۔ کراچی کی عوام نے حکومت کی پالیسیوں کے خلاف احتجاج کیا اور کہا کہ موجودہ حالات میں ملک کی معیشت شدید دباؤ کا شکار ہے جبکہ وزیراعظم عمران خان نے عوامی اجتماع سے خطاب کرتے ہوئے کہا کہ پاکستان کی خودمختاری پر کوئی سمجھوتہ نہیں کیا جائے گا اور قوم کو متحد رہنا ہوگا تاکہ ترقی کا سفر جاری رہے۔ کراچی کی عوام نے حکومت کی پالیسیوں کے خلاف احتجاج کیا اور کہا کہ موجودہ حالات میں ملک کی معیشت شدید دباؤ کا شکار ہے جبکہ وزیراعظم عمران خان نے عوامی اجتماع سے خطاب کرتے ہوئے کہا کہ پاکستان کی خودمختاری پر کوئی سمجھوتہ نہیں کیا جائے گا اور قوم کو متحد رہنا ہوگا تاکہ ترقی کا سفر جاری رہے۔ کراچی کی عوام نے حکومت کی پالیسیوں کے خلاف احتجاج کیا اور کہا کہ موجودہ حالات میں ملک کی معیشت شدید دباؤ کا شکار ہے جبکہ وزیراعظم عمران خان نے عوامی اجتماع سے خطاب کرتے ہوئے کہا کہ پاکستان کی خودمختاری پر کوئی سمجھوتہ نہیں کیا جائے گا اور قوم کو متحد رہنا ہوگا تاکہ ترقی کا سفر جاری رہے۔ کراچی کی عوام نے حکومت کی پالیسیوں کے خلاف احتجاج کیا اور کہا کہ موجودہ حالات میں ملک کی معیشت شدید دباؤ کا شکار ہے جبکہ وزیراعظم عمران خان نے عوامی اجتماع سے خطاب کرتے ہوئے کہا کہ پاکستان کی خودمختاری پر کوئی سمجھوتہ نہیں کیا جائے گا اور قوم کو متحد رہنا ہوگا تاکہ ترقی کا سفر جاری رہے۔ کراچی کی عوام نے حکومت کی پالیسیوں کے خلاف احتجاج کیا اور کہا کہ موجودہ حالات میں ملک کی معیشت شدید دباؤ کا شکار ہے جبکہ وزیراعظم عمران خان نے عوامی اجتماع سے خطاب کرتے ہوئے کہا کہ پاکستان کی خودمختاری پر کوئی سمجھوتہ نہیں کیا جائے گا اور قوم کو متحد رہنا ہوگا تاکہ ترقی کا سفر جاری رہے۔ (228, 351, 325, 745)
block-number: 8 (823, 2498, 848, 2515)
news-block (753, 2208, 850, 2494)
block-number: 6 (823, 1591, 848, 1608)
block-header (438, 40, 535, 60)
block-label: بیتیمبر (19, 1105, 89, 1122)
news-block (753, 2497, 850, 2576)
block-label: بیتیمبر (544, 462, 613, 479)
block-number: 2 (718, 41, 744, 59)
block-header (18, 263, 115, 282)
block-number: 15 (613, 2077, 639, 2095)
block-header (438, 1656, 535, 1675)
news-block (18, 1104, 115, 1521)
block-number: 42 (193, 1945, 219, 1963)
block-label: بیتیمبر (19, 1525, 89, 1543)
block-label: بیتیمبر (544, 2077, 613, 2095)
block-header (228, 1326, 325, 1346)
block-number: 3 (823, 396, 848, 413)
block-header (228, 2233, 325, 2252)
block-header (438, 1235, 535, 1255)
block-label: بیتیمبر (754, 2498, 823, 2515)
block-header (647, 527, 745, 546)
block-label: بیتیمبر (229, 2234, 298, 2251)
news-column (224, 38, 328, 2575)
block-number: 25 (403, 659, 429, 677)
block-header (333, 658, 430, 678)
block-number: 46 (89, 1105, 114, 1122)
block-label: بیتیمبر (229, 2522, 298, 2540)
block-number: 10 (613, 41, 639, 59)
news-block (228, 1326, 325, 1809)
block-label: بیتیمبر (648, 1855, 718, 1872)
block-header (18, 1812, 115, 1832)
block-label: بیتیمبر (439, 948, 508, 965)
block-number: 38 (193, 462, 219, 479)
block-header (228, 2521, 325, 2541)
news-block (18, 40, 115, 260)
block-label: بیتیمبر (648, 2564, 718, 2576)
block-header (543, 461, 640, 480)
block-number: 45 (89, 618, 114, 636)
block-text: کراچی کی عوام نے حکومت کی پالیسیوں کے خلاف احتجاج کیا اور کہا کہ موجودہ حالات میں ملک کی معیشت شدید دباؤ کا شکار ہے جبکہ وزیراعظم عمران خان نے عوامی اجتماع سے خطاب کرتے ہوئے کہا کہ پاکستان کی خودمختاری پر کوئی سمجھوتہ نہیں کیا جائے گا اور قوم کو متحد رہنا ہوگا تاکہ ترقی کا سفر جاری رہے۔ کراچی کی عوام نے حکومت کی پالیسیوں کے خلاف احتجاج کیا اور کہا کہ موجودہ حالات میں ملک کی معیشت شدید دباؤ کا شکار ہے جبکہ وزیراعظم عمران خان نے عوامی اجتماع سے خطاب کرتے ہوئے کہا کہ پاکستان کی خودمختاری پر کوئی سمجھوتہ نہیں کیا جائے گا اور قوم کو متحد رہنا ہوگا تاکہ ترقی کا سفر جاری رہے۔ کراچی کی عوام نے حکومت کی پالیسیوں کے خلاف احتجاج کیا اور کہا کہ موجودہ حالات میں ملک کی معیشت شدید دباؤ کا شکار ہے جبکہ وزیراعظم عمران خان نے عوامی اجتماع سے خطاب کرتے ہوئے کہا کہ پاکستان کی خودمختاری پر کوئی سمجھوتہ نہیں کیا جائے گا اور قوم کو متحد رہنا ہوگا تاکہ ترقی کا سفر جاری رہے۔ (332, 1390, 430, 1586)
block-header (123, 1944, 221, 1964)
block-text: کراچی کی عوام نے حکومت کی پالیسیوں کے خلاف احتجاج کیا اور کہا کہ موجودہ حالات میں ملک کی معیشت شدید دباؤ کا شکار ہے جبکہ وزیراعظم عمران خان نے عوامی اجتماع سے خطاب کرتے ہوئے کہا کہ پاکستان کی خودمختاری پر کوئی سمجھوتہ نہیں کیا جائے گا اور قوم کو متحد رہنا ہوگا تاکہ ترقی کا سفر جاری رہے۔ کراچی کی عوام نے حکومت کی پالیسیوں کے خلاف احتجاج کیا اور کہا کہ موجودہ حالات میں ملک کی معیشت شدید دباؤ کا شکار ہے جبکہ وزیراعظم عمران خان نے عوامی اجتماع سے خطاب کرتے ہوئے کہا کہ پاکستان کی خودمختاری پر کوئی سمجھوتہ نہیں کیا جائے گا اور قوم کو متحد رہنا ہوگا تاکہ ترقی کا سفر جاری رہے۔ کراچی کی عوام نے حکومت کی پالیسیوں کے خلاف احتجاج کیا اور کہا کہ موجودہ حالات میں ملک کی معیشت شدید دباؤ کا شکار ہے جبکہ وزیراعظم عمران خان نے عوامی اجتماع سے خطاب کرتے ہوئے کہا کہ پاکستان کی خودمختاری پر کوئی سمجھوتہ نہیں کیا جائے گا اور قوم کو متحد رہنا ہوگا تاکہ ترقی کا سفر جاری رہے۔ کراچی کی عوام نے حکومت کی پالیسیوں کے خلاف احتجاج کیا اور کہا کہ موجودہ حالات میں ملک کی معیشت شدید دباؤ کا شکار ہے جبکہ وزیراعظم عمران خان نے عوامی اجتماع سے خطاب کرتے ہوئے کہا کہ پاکستان کی خودمختاری پر کوئی سمجھوتہ نہیں کیا جائے گا اور قوم کو متحد رہنا ہوگا تاکہ ترقی کا سفر جاری رہے۔ کراچی کی عوام نے حکومت کی پالیسیوں کے خلاف احتجاج کیا اور کہا کہ موجودہ حالات میں ملک کی معیشت شدید دباؤ کا شکار ہے جبکہ وزیراعظم عمران خان نے عوامی اجتماع سے خطاب کرتے ہوئے کہا کہ پاکستان کی خودمختاری پر کوئی سمجھوتہ نہیں کیا جائے گا اور قوم کو متحد رہنا ہوگا تاکہ ترقی کا سفر جاری رہے۔ (438, 1901, 535, 2229)
news-block (18, 1812, 115, 2428)
block-text: کراچی کی عوام نے حکومت کی پالیسیوں کے خلاف احتجاج کیا اور کہا کہ موجودہ حالات میں ملک کی معیشت شدید دباؤ کا شکار ہے جبکہ وزیراعظم عمران خان نے عوامی اجتماع سے خطاب کرتے ہوئے کہا کہ پاکستان کی خودمختاری پر کوئی سمجھوتہ نہیں کیا جائے گا اور قوم کو متحد رہنا ہوگا تاکہ ترقی کا سفر جاری رہے۔ کراچی کی عوام نے حکومت کی پالیسیوں کے خلاف احتجاج کیا اور کہا کہ موجودہ حالات میں ملک کی معیشت شدید دباؤ کا شکار ہے جبکہ وزیراعظم عمران خان نے عوامی اجتماع سے خطاب کرتے ہوئے کہا کہ پاکستان کی خودمختاری پر کوئی سمجھوتہ نہیں کیا جائے گا اور قوم کو متحد رہنا ہوگا تاکہ ترقی کا سفر جاری رہے۔ کراچی کی عوام نے حکومت کی پالیسیوں کے خلاف احتجاج کیا اور کہا کہ موجودہ حالات میں ملک کی معیشت شدید دباؤ کا شکار ہے جبکہ وزیراعظم عمران خان نے عوامی اجتماع سے خطاب کرتے ہوئے کہا کہ پاکستان کی خودمختاری پر کوئی سمجھوتہ نہیں کیا جائے گا اور قوم کو متحد رہنا ہوگا تاکہ ترقی کا سفر جاری رہے۔ کراچی کی عوام نے حکومت کی پالیسیوں کے خلاف احتجاج کیا اور کہا کہ موجودہ حالات میں ملک کی معیشت شدید دباؤ کا شکار ہے جبکہ وزیراعظم عمران خان نے عوامی اجتماع سے خطاب کرتے ہوئے کہا کہ پاکستان کی خودمختاری پر کوئی سمجھوتہ نہیں کیا جائے گا اور قوم کو متحد رہنا ہوگا تاکہ ترقی کا سفر جاری رہے۔ (647, 1876, 745, 2138)
block-number: 32 (298, 1327, 324, 1345)
block-label: بیتیمبر (19, 2432, 89, 2449)
block-number: 6 (718, 1855, 744, 1872)
block-number: 7 (718, 2143, 744, 2161)
block-text: کراچی کی عوام نے حکومت کی پالیسیوں کے خلاف احتجاج کیا اور کہا کہ موجودہ حالات میں ملک کی معیشت شدید دباؤ کا شکار ہے جبکہ وزیراعظم عمران خان نے عوامی اجتماع سے خطاب کرتے ہوئے کہا کہ پاکستان کی خودمختاری پر کوئی سمجھوتہ نہیں کیا جائے گا اور قوم کو متحد (752, 2519, 850, 2575)
block-text: کراچی کی عوام نے حکومت کی پالیسیوں کے خلاف احتجاج کیا اور کہا کہ موجودہ حالات میں ملک کی معیشت شدید دباؤ کا شکار ہے جبکہ وزیراعظم عمران خان نے عوامی اجتماع سے خطاب کرتے ہوئے کہا کہ پاکستان کی خودمختاری پر کوئی سمجھوتہ نہیں کیا جائے گا اور قوم کو متحد رہنا ہوگا تاکہ ترقی کا سفر جاری رہے۔ کراچی کی عوام نے حکومت کی پالیسیوں کے خلاف احتجاج کیا اور کہا کہ موجودہ حالات میں ملک کی معیشت شدید دباؤ کا شکار ہے جبکہ وزیراعظم عمران خان نے عوامی اجتماع سے خطاب کرتے ہوئے کہا کہ پاکستان کی خودمختاری پر کوئی سمجھوتہ نہیں کیا جائے گا اور قوم کو متحد رہنا ہوگا تاکہ ترقی کا سفر جاری رہے۔ کراچی کی عوام نے حکومت کی پالیسیوں کے خلاف احتجاج کیا اور کہا کہ موجودہ حالات میں ملک کی معیشت شدید دباؤ کا شکار ہے جبکہ وزیراعظم عمران خان نے عوامی اجتماع سے خطاب کرتے ہوئے کہا کہ پاکستان کی خودمختاری پر کوئی سمجھوتہ نہیں کیا جائے گا اور قوم کو متحد رہنا ہوگا تاکہ ترقی کا سفر جاری رہے۔ کراچی کی عوام نے حکومت کی پالیسیوں کے خلاف احتجاج کیا اور کہا کہ موجودہ حالات میں ملک کی معیشت شدید دباؤ کا شکار ہے جبکہ وزیراعظم عمران خان نے عوامی اجتماع سے خطاب کرتے ہوئے کہا کہ پاکستان کی خودمختاری پر کوئی سمجھوتہ نہیں کیا جائے گا اور قوم کو متحد رہنا ہوگا تاکہ ترقی کا سفر جاری رہے۔ کراچی کی عوام نے حکومت کی پالیسیوں کے خلاف احتجاج کیا اور کہا کہ موجودہ حالات میں ملک کی معیشت شدید دباؤ کا شکار ہے جبکہ وزیراعظم عمران خان نے عوامی اجتماع سے خطاب کرتے ہوئے کہا کہ پاکستان کی خودمختاری پر کوئی سمجھوتہ نہیں کیا جائے گا اور قوم کو متحد رہنا ہوگا تاکہ ترقی کا سفر جاری رہے۔ کراچی کی عوام نے حکومت کی پالیسیوں کے خلاف احتجاج کیا اور کہا کہ موجودہ حالات میں ملک کی معیشت شدید دباؤ کا شکار ہے جبکہ وزیراعظم عمران خان نے عوامی اجتماع سے خطاب کرتے ہوئے کہا کہ پاکستان کی خودمختاری پر کوئی سمجھوتہ نہیں کیا جائے گا اور قوم کو متحد رہنا ہوگا تاکہ ترقی کا سفر جاری رہے۔ کراچی کی عوام نے حکومت کی پالیسیوں کے خلاف احتجاج کیا اور کہا کہ موجودہ حالات میں ملک کی معیشت شدید دباؤ کا شکار ہے جبکہ وزیراعظم عمران خان نے عوامی اجتماع سے خطاب کرتے ہوئے کہا کہ پاکستان کی خودمختاری پر کوئی سمجھوتہ نہیں کیا جائے گا اور قوم کو متحد رہنا ہوگا تاکہ ترقی کا سفر جاری رہے۔ (752, 417, 850, 877)
news-block (647, 1235, 745, 1851)
block-header (647, 1235, 745, 1255)
block-label: بیتیمبر (439, 330, 508, 347)
block-number: 43 (89, 41, 114, 59)
block-label: بیتیمبر (124, 1525, 194, 1543)
block-label: بیتیمبر (124, 462, 194, 479)
block-label: بیتیمبر (124, 684, 194, 702)
news-block (647, 40, 745, 523)
news-block (543, 749, 640, 1364)
block-label: بیتیمبر (229, 750, 298, 768)
block-header (753, 40, 850, 60)
news-column (14, 38, 119, 2575)
block-header (18, 2431, 115, 2450)
block-label: بیتیمبر (124, 1945, 194, 1963)
block-text: کراچی کی عوام نے حکومت کی پالیسیوں کے خلاف احتجاج کیا اور کہا کہ موجودہ حالات میں ملک کی معیشت شدید دباؤ کا شکار ہے جبکہ وزیراعظم عمران خان نے عوامی اجتماع سے خطاب کرتے ہوئے کہا کہ پاکستان کی خودمختاری پر کوئی سمجھوتہ نہیں کیا جائے گا اور قوم کو متحد رہنا ہوگا تاکہ ترقی کا سفر جاری رہے۔ کراچی کی عوام نے حکومت کی پالیسیوں کے خلاف احتجاج کیا اور کہا کہ موجودہ حالات میں ملک کی معیشت شدید دباؤ کا شکار ہے جبکہ وزیراعظم عمران خان نے عوامی اجتماع سے خطاب کرتے ہوئے کہا کہ پاکستان کی خودمختاری پر کوئی سمجھوتہ نہیں کیا جائے گا اور قوم کو متحد رہنا ہوگا تاکہ ترقی کا سفر جاری رہے۔ کراچی کی عوام نے حکومت کی پالیسیوں کے خلاف احتجاج کیا اور کہا کہ موجودہ حالات میں ملک کی معیشت شدید دباؤ کا شکار ہے جبکہ وزیراعظم عمران خان نے عوامی اجتماع سے خطاب کرتے ہوئے کہا کہ پاکستان کی خودمختاری پر کوئی سمجھوتہ نہیں کیا جائے گا اور قوم کو متحد رہنا ہوگا تاکہ ترقی کا سفر جاری رہے۔ کراچی کی عوام نے حکومت کی پالیسیوں کے خلاف احتجاج کیا اور کہا کہ موجودہ حالات میں ملک کی معیشت شدید دباؤ کا شکار ہے جبکہ وزیراعظم عمران خان نے عوامی اجتماع سے خطاب کرتے ہوئے کہا کہ پاکستان کی خودمختاری پر کوئی سمجھوتہ نہیں کیا جائے گا اور قوم کو متحد رہنا ہوگا تاکہ ترقی کا سفر جاری رہے۔ کراچی کی عوام نے حکومت کی پالیسیوں کے خلاف احتجاج کیا اور کہا کہ موجودہ حالات میں ملک کی معیشت شدید دباؤ کا شکار ہے جبکہ وزیراعظم عمران خان نے عوامی اجتماع سے خطاب کرتے ہوئے کہا کہ پاکستان کی خودمختاری پر کوئی سمجھوتہ نہیں کیا جائے گا اور قوم کو متحد رہنا ہوگا تاکہ ترقی کا سفر جاری رہے۔ کراچی کی عوام نے حکومت کی پالیسیوں کے خلاف احتجاج کیا اور کہا کہ موجودہ حالات میں ملک کی معیشت شدید دباؤ کا شکار ہے جبکہ وزیراعظم عمران خان نے عوامی اجتماع سے خطاب کرتے ہوئے کہا کہ پاکستان کی خودمختاری پر کوئی سمجھوتہ نہیں کیا جائے گا اور قوم کو متحد رہنا ہوگا تاکہ ترقی کا سفر جاری رہے۔ کراچی کی عوام نے حکومت کی پالیسیوں کے خلاف احتجاج کیا اور کہا کہ موجودہ حالات میں ملک کی معیشت شدید دباؤ کا شکار ہے جبکہ وزیراعظم عمران خان نے عوامی اجتماع سے خطاب کرتے ہوئے کہا کہ پاکستان کی خودمختاری پر کوئی سمجھوتہ نہیں کیا جائے گا اور قوم کو متحد رہنا ہوگا تاکہ ترقی کا سفر جاری رہے۔ کراچی کی عوام نے حکومت کی پالیسیوں کے خلاف احتجاج کیا اور کہا کہ موجودہ حالات میں ملک کی معیشت شدید دباؤ کا شکار ہے جبکہ وزیراعظم عمران خان نے عوامی اجتماع سے خطاب کرتے ہوئے کہا کہ پاکستان کی خودمختاری پر کوئی سمجھوتہ نہیں کیا جائے گا اور قوم کو متحد رہنا ہوگا تاکہ ترقی کا سفر جاری رہے۔ کراچی کی عوام نے حکومت کی پالیسیوں کے خلاف احتجاج کیا اور کہا کہ موجودہ حالات میں ملک کی معیشت شدید دباؤ کا شکار ہے جبکہ وزیراعظم عمران خان نے عوامی اجتماع سے خطاب کرتے ہوئے کہا کہ پاکستان کی خودمختاری پر کوئی سمجھوتہ نہیں کیا جائے گا اور قوم کو متحد رہنا ہوگا تاکہ ترقی کا سفر جاری رہے۔ (332, 63, 430, 654)
news-block (543, 40, 640, 457)
news-block (647, 2142, 745, 2560)
news-block (753, 1590, 850, 2205)
block-number: 39 (193, 684, 219, 702)
block-text: کراچی کی عوام نے حکومت کی پالیسیوں کے خلاف احتجاج کیا اور کہا کہ موجودہ حالات میں ملک کی معیشت شدید دباؤ کا شکار ہے جبکہ وزیراعظم عمران خان نے عوامی اجتماع سے خطاب کرتے ہوئے کہا کہ پاکستان کی خودمختاری پر کوئی سمجھوتہ نہیں کیا جائے گا اور قوم کو متحد رہنا ہوگا تاکہ ترقی کا سفر جاری رہے۔ کراچی کی عوام نے حکومت کی پالیسیوں کے خلاف احتجاج کیا اور کہا کہ موجودہ حالات میں ملک کی معیشت شدید دباؤ کا شکار ہے جبکہ وزیراعظم عمران خان نے عوامی اجتماع سے خطاب کرتے ہوئے کہا کہ پاکستان کی خودمختاری پر کوئی سمجھوتہ نہیں کیا جائے گا اور قوم کو متحد رہنا ہوگا تاکہ ترقی کا سفر جاری رہے۔ کراچی کی عوام نے حکومت کی پالیسیوں کے خلاف احتجاج کیا اور کہا کہ موجودہ حالات میں ملک کی معیشت شدید دباؤ کا شکار ہے جبکہ وزیراعظم عمران خان نے عوامی اجتماع سے خطاب کرتے ہوئے کہا کہ پاکستان کی خودمختاری پر کوئی سمجھوتہ نہیں کیا جائے گا اور قوم کو متحد رہنا ہوگا تاکہ ترقی کا سفر جاری رہے۔ کراچی کی عوام نے حکومت کی پالیسیوں کے خلاف احتجاج کیا اور کہا کہ موجودہ حالات میں ملک کی معیشت شدید دباؤ کا شکار ہے جبکہ وزیراعظم عمران خان نے عوامی اجتماع سے خطاب کرتے ہوئے کہا کہ پاکستان کی خودمختاری پر کوئی سمجھوتہ نہیں کیا جائے گا اور قوم کو متحد رہنا ہوگا تاکہ ترقی کا سفر جاری رہے۔ کراچی کی عوام نے حکومت کی پالیسیوں کے خلاف احتجاج کیا اور کہا کہ موجودہ حالات میں ملک کی معیشت شدید دباؤ کا شکار ہے جبکہ وزیراعظم عمران خان نے عوامی اجتماع سے خطاب کرتے ہوئے کہا کہ پاکستان کی خودمختاری پر کوئی سمجھوتہ نہیں کیا جائے گا اور قوم کو متحد رہنا ہوگا تاکہ ترقی کا سفر جاری رہے۔ (123, 706, 220, 1033)
block-text: کراچی کی عوام نے حکومت کی پالیسیوں کے خلاف احتجاج کیا اور کہا کہ موجودہ حالات میں ملک کی معیشت شدید دباؤ کا شکار ہے جبکہ وزیراعظم عمران خان نے عوامی اجتماع سے خطاب کرتے ہوئے کہا کہ پاکستان کی خودمختاری پر کوئی سمجھوتہ نہیں کیا جائے گا اور قوم کو متحد رہنا ہوگا تاکہ ترقی کا سفر جاری رہے۔ کراچی کی عوام نے حکومت کی پالیسیوں کے خلاف احتجاج کیا اور کہا کہ موجودہ حالات میں ملک کی معیشت شدید دباؤ کا شکار ہے جبکہ وزیراعظم عمران خان نے عوامی اجتماع سے خطاب کرتے ہوئے کہا کہ پاکستان کی خودمختاری پر کوئی سمجھوتہ نہیں کیا جائے گا اور قوم کو متحد رہنا ہوگا تاکہ ترقی کا سفر جاری رہے۔ کراچی کی عوام نے حکومت کی پالیسیوں کے خلاف احتجاج کیا اور کہا کہ موجودہ حالات میں ملک کی معیشت شدید دباؤ کا شکار ہے جبکہ وزیراعظم عمران خان نے عوامی اجتماع سے خطاب کرتے ہوئے کہا کہ پاکستان کی خودمختاری پر کوئی سمجھوتہ نہیں کیا جائے گا اور قوم کو متحد رہنا ہوگا تاکہ ترقی کا سفر جاری رہے۔ کراچی کی عوام نے حکومت کی پالیسیوں کے خلاف احتجاج کیا اور کہا کہ موجودہ حالات میں ملک کی معیشت شدید دباؤ کا شکار ہے جبکہ وزیراعظم عمران خان نے عوامی اجتماع سے خطاب کرتے ہوئے کہا کہ پاکستان کی خودمختاری پر کوئی سمجھوتہ نہیں کیا جائے گا اور قوم کو متحد رہنا ہوگا تاکہ ترقی کا سفر جاری رہے۔ کراچی کی عوام نے حکومت کی پالیسیوں کے خلاف احتجاج کیا اور کہا کہ موجودہ حالات میں ملک کی معیشت شدید دباؤ کا شکار ہے جبکہ وزیراعظم عمران خان نے عوامی اجتماع سے خطاب کرتے ہوئے کہا کہ پاکستان کی خودمختاری پر کوئی سمجھوتہ نہیں کیا جائے گا اور قوم کو متحد رہنا ہوگا تاکہ ترقی کا سفر جاری رہے۔ (752, 63, 850, 391)
block-text: کراچی کی عوام نے حکومت کی پالیسیوں کے خلاف احتجاج کیا اور کہا کہ موجودہ حالات میں ملک کی معیشت شدید دباؤ کا شکار ہے جبکہ وزیراعظم عمران خان نے عوامی اجتماع سے خطاب کرتے ہوئے کہا کہ پاکستان کی خودمختاری پر کوئی سمجھوتہ نہیں کیا جائے گا اور قوم کو متحد رہنا ہوگا تاکہ ترقی کا سفر جاری رہے۔ کراچی کی عوام نے حکومت کی پالیسیوں کے خلاف احتجاج کیا اور کہا کہ موجودہ حالات میں ملک کی معیشت شدید دباؤ کا شکار ہے جبکہ وزیراعظم عمران خان نے عوامی اجتماع سے خطاب کرتے ہوئے کہا کہ پاکستان کی خودمختاری پر کوئی سمجھوتہ نہیں کیا جائے گا اور قوم کو متحد رہنا ہوگا تاکہ ترقی کا سفر جاری رہے۔ کراچی کی عوام نے حکومت کی پالیسیوں کے خلاف احتجاج کیا اور کہا کہ موجودہ حالات میں ملک کی معیشت شدید دباؤ کا شکار ہے جبکہ وزیراعظم عمران خان نے عوامی اجتماع سے خطاب کرتے ہوئے کہا کہ پاکستان کی خودمختاری پر کوئی سمجھوتہ نہیں کیا جائے گا اور قوم کو متحد رہنا ہوگا تاکہ ترقی کا سفر جاری رہے۔ کراچی کی عوام نے حکومت کی پالیسیوں کے خلاف احتجاج کیا اور کہا کہ موجودہ حالات میں ملک کی معیشت شدید دباؤ کا شکار ہے جبکہ وزیراعظم عمران خان نے عوامی اجتماع سے خطاب کرتے ہوئے کہا کہ پاکستان کی خودمختاری پر کوئی سمجھوتہ نہیں کیا جائے گا اور قوم کو متحد رہنا ہوگا تاکہ ترقی کا سفر جاری رہے۔ کراچی کی عوام نے حکومت کی پالیسیوں کے خلاف احتجاج کیا اور کہا کہ موجودہ حالات میں ملک کی معیشت شدید دباؤ کا شکار ہے جبکہ وزیراعظم عمران خان نے عوامی اجتماع سے خطاب کرتے ہوئے کہا کہ پاکستان کی خودمختاری پر کوئی سمجھوتہ نہیں کیا جائے گا اور قوم کو متحد رہنا ہوگا تاکہ ترقی کا سفر جاری رہے۔ کراچی کی عوام نے حکومت کی پالیسیوں کے خلاف احتجاج کیا اور کہا کہ موجودہ حالات میں ملک کی معیشت شدید دباؤ کا شکار ہے جبکہ وزیراعظم عمران خان نے عوامی اجتماع سے خطاب کرتے ہوئے کہا کہ پاکستان کی خودمختاری پر کوئی سمجھوتہ نہیں کیا جائے گا اور قوم کو متحد رہنا ہوگا تاکہ ترقی کا سفر جاری رہے۔ (647, 2165, 745, 2558)
block-label: بیتیمبر (19, 264, 89, 281)
block-text: کراچی کی عوام نے حکومت کی پالیسیوں کے خلاف احتجاج کیا اور کہا کہ موجودہ حالات میں ملک کی معیشت شدید دباؤ کا شکار ہے جبکہ وزیراعظم عمران خان نے عوامی اجتماع سے خطاب کرتے ہوئے کہا کہ پاکستان کی خودمختاری پر کوئی سمجھوتہ نہیں کیا جائے گا اور قوم کو متحد رہنا ہوگا تاکہ ترقی کا سفر جاری رہے۔ کراچی کی عوام نے حکومت کی پالیسیوں کے خلاف احتجاج کیا اور کہا کہ موجودہ حالات میں ملک کی معیشت شدید دباؤ کا شکار ہے جبکہ وزیراعظم عمران خان نے عوامی اجتماع سے خطاب کرتے ہوئے کہا کہ پاکستان کی خودمختاری پر کوئی سمجھوتہ نہیں کیا جائے گا اور قوم کو متحد رہنا ہوگا تاکہ ترقی کا سفر جاری رہے۔ کراچی کی عوام نے حکومت کی پالیسیوں کے خلاف احتجاج کیا اور کہا کہ موجودہ حالات میں ملک کی معیشت شدید دباؤ کا شکار ہے جبکہ وزیراعظم عمران خان نے عوامی اجتماع سے خطاب کرتے ہوئے کہا کہ پاکستان کی خودمختاری پر کوئی سمجھوتہ نہیں کیا جائے گا اور قوم کو متحد رہنا ہوگا تاکہ ترقی کا سفر جاری رہے۔ کراچی کی عوام نے حکومت کی پالیسیوں کے خلاف احتجاج کیا اور کہا کہ موجودہ حالات میں ملک کی معیشت شدید دباؤ کا شکار ہے جبکہ وزیراعظم عمران خان نے عوامی اجتماع سے خطاب کرتے ہوئے کہا کہ پاکستان کی خودمختاری پر کوئی سمجھوتہ نہیں کیا جائے گا اور قوم کو متحد رہنا ہوگا تاکہ ترقی کا سفر جاری رہے۔ کراچی کی عوام نے حکومت کی پالیسیوں کے خلاف احتجاج کیا اور کہا کہ موجودہ حالات میں ملک کی معیشت شدید دباؤ کا شکار ہے جبکہ وزیراعظم عمران خان نے عوامی اجتماع سے خطاب کرتے ہوئے کہا کہ پاکستان کی خودمختاری پر کوئی سمجھوتہ نہیں کیا جائے گا اور قوم کو متحد رہنا ہوگا تاکہ ترقی کا سفر جاری رہے۔ کراچی کی عوام نے حکومت کی پالیسیوں کے خلاف احتجاج کیا اور کہا کہ موجودہ حالات میں ملک کی معیشت شدید دباؤ کا شکار ہے جبکہ وزیراعظم عمران خان نے عوامی اجتماع سے خطاب کرتے ہوئے کہا کہ پاکستان کی خودمختاری پر کوئی سمجھوتہ نہیں کیا جائے گا اور قوم کو متحد رہنا ہوگا تاکہ ترقی کا سفر جاری رہے۔ کراچی کی عوام نے حکومت کی پالیسیوں کے خلاف احتجاج کیا اور کہا کہ موجودہ حالات میں ملک کی معیشت شدید دباؤ کا شکار ہے جبکہ وزیراعظم عمران خان نے عوامی اجتماع سے خطاب کرتے ہوئے کہا کہ پاکستان کی خودمختاری پر کوئی سمجھوتہ نہیں کیا جائے گا اور قوم کو متحد رہنا ہوگا تاکہ ترقی کا سفر جاری رہے۔ (18, 640, 115, 1099)
block-header (543, 40, 640, 60)
block-text: کراچی کی عوام نے حکومت کی پالیسیوں کے خلاف احتجاج کیا اور کہا کہ موجودہ حالات میں ملک کی معیشت شدید دباؤ کا شکار ہے جبکہ وزیراعظم عمران خان نے عوامی اجتماع سے خطاب کرتے ہوئے کہا کہ پاکستان کی خودمختاری پر کوئی سمجھوتہ نہیں کیا جائے گا اور قوم کو متحد رہنا ہوگا تاکہ ترقی کا سفر جاری رہے۔ کراچی کی عوام نے حکومت کی پالیسیوں کے خلاف احتجاج کیا اور کہا کہ موجودہ حالات میں ملک کی معیشت شدید دباؤ کا شکار ہے جبکہ وزیراعظم عمران خان نے عوامی اجتماع سے خطاب کرتے ہوئے کہا کہ پاکستان کی خودمختاری پر کوئی سمجھوتہ نہیں کیا جائے گا اور قوم کو متحد رہنا ہوگا تاکہ ترقی کا سفر جاری رہے۔ کراچی کی عوام نے حکومت کی پالیسیوں کے خلاف احتجاج کیا اور کہا کہ موجودہ حالات میں ملک کی معیشت شدید دباؤ کا شکار ہے جبکہ وزیراعظم عمران خان نے عوامی اجتماع سے خطاب کرتے ہوئے کہا کہ پاکستان کی خودمختاری پر کوئی سمجھوتہ نہیں کیا جائے گا اور قوم کو متحد رہنا ہوگا تاکہ ترقی کا سفر جاری رہے۔ کراچی کی عوام نے حکومت کی پالیسیوں کے خلاف احتجاج کیا اور کہا کہ موجودہ حالات میں ملک کی معیشت شدید دباؤ کا شکار ہے جبکہ وزیراعظم عمران خان نے عوامی اجتماع سے خطاب کرتے ہوئے کہا کہ پاکستان کی خودمختاری پر کوئی سمجھوتہ نہیں کیا جائے گا اور قوم کو متحد رہنا ہوگا تاکہ ترقی کا سفر جاری رہے۔ کراچی کی عوام نے حکومت کی پالیسیوں کے خلاف احتجاج کیا اور کہا کہ موجودہ حالات میں ملک کی معیشت شدید دباؤ کا شکار ہے جبکہ وزیراعظم عمران خان نے عوامی اجتماع سے خطاب کرتے ہوئے کہا کہ پاکستان کی خودمختاری پر کوئی سمجھوتہ نہیں کیا جائے گا اور قوم کو متحد رہنا ہوگا تاکہ ترقی کا سفر جاری رہے۔ کراچی کی عوام نے حکومت کی پالیسیوں کے خلاف احتجاج کیا اور کہا کہ موجودہ حالات میں ملک کی معیشت شدید دباؤ کا شکار ہے جبکہ وزیراعظم عمران خان نے عوامی اجتماع سے خطاب کرتے ہوئے کہا کہ پاکستان کی خودمختاری پر کوئی سمجھوتہ نہیں کیا جائے گا اور قوم کو متحد رہنا ہوگا تاکہ ترقی کا سفر جاری رہے۔ (647, 549, 745, 943)
block-text: کراچی کی عوام نے حکومت کی پالیسیوں کے خلاف احتجاج کیا اور کہا کہ موجودہ حالات میں ملک کی معیشت شدید دباؤ کا شکار ہے جبکہ وزیراعظم عمران خان نے عوامی اجتماع سے خطاب کرتے ہوئے کہا کہ پاکستان کی خودمختاری پر کوئی سمجھوتہ نہیں کیا جائے گا اور قوم کو متحد رہنا ہوگا تاکہ ترقی کا سفر جاری رہے۔ کراچی کی عوام نے حکومت کی پالیسیوں کے خلاف احتجاج کیا اور کہا کہ موجودہ حالات میں ملک کی معیشت شدید دباؤ کا شکار ہے جبکہ وزیراعظم عمران خان نے عوامی اجتماع سے خطاب کرتے ہوئے کہا کہ پاکستان کی خودمختاری پر کوئی سمجھوتہ نہیں کیا جائے گا اور قوم کو متحد رہنا ہوگا تاکہ ترقی کا سفر جاری رہے۔ کراچی کی عوام نے حکومت کی پالیسیوں کے خلاف احتجاج کیا اور کہا کہ موجودہ حالات میں ملک کی معیشت شدید دباؤ کا شکار ہے جبکہ وزیراعظم عمران خان نے عوامی اجتماع سے خطاب کرتے ہوئے کہا کہ پاکستان کی خودمختاری پر کوئی سمجھوتہ نہیں کیا جائے گا اور قوم کو متحد رہنا ہوگا تاکہ ترقی کا سفر جاری رہے۔ کراچی کی عوام نے حکومت کی پالیسیوں کے خلاف احتجاج کیا اور کہا کہ موجودہ حالات میں ملک کی معیشت شدید دباؤ کا شکار ہے جبکہ وزیراعظم عمران خان نے عوامی اجتماع سے خطاب کرتے ہوئے کہا کہ پاکستان کی خودمختاری پر کوئی سمجھوتہ نہیں کیا جائے گا اور قوم کو متحد رہنا ہوگا تاکہ ترقی کا سفر جاری رہے۔ (438, 970, 535, 1231)
block-header (647, 947, 745, 967)
news-block (647, 947, 745, 1232)
block-number: 19 (508, 1236, 534, 1254)
news-block (438, 40, 535, 326)
news-block (438, 1878, 535, 2230)
news-block (123, 1524, 221, 1941)
block-number: 5 (718, 1236, 744, 1254)
news-block (333, 40, 430, 655)
block-text: کراچی کی عوام نے حکومت کی پالیسیوں کے خلاف احتجاج کیا اور کہا کہ موجودہ حالات میں ملک کی معیشت شدید دباؤ کا شکار ہے جبکہ وزیراعظم عمران خان نے عوامی اجتماع سے خطاب کرتے ہوئے کہا کہ پاکستان کی خودمختاری پر کوئی سمجھوتہ نہیں کیا جائے گا اور قوم کو متحد رہنا ہوگا تاکہ ترقی کا سفر جاری رہے۔ کراچی کی عوام نے حکومت کی پالیسیوں کے خلاف احتجاج کیا اور کہا کہ موجودہ حالات میں ملک کی معیشت شدید دباؤ کا شکار ہے جبکہ وزیراعظم عمران خان نے عوامی اجتماع سے خطاب کرتے ہوئے کہا کہ پاکستان کی خودمختاری پر کوئی سمجھوتہ نہیں کیا جائے گا اور قوم کو متحد رہنا ہوگا تاکہ ترقی کا سفر جاری رہے۔ کراچی کی عوام نے حکومت کی پالیسیوں کے خلاف احتجاج کیا اور کہا کہ موجودہ حالات میں ملک کی معیشت شدید دباؤ کا شکار ہے جبکہ وزیراعظم عمران خان نے عوامی اجتماع سے خطاب کرتے ہوئے کہا کہ پاکستان کی خودمختاری پر کوئی سمجھوتہ نہیں کیا جائے گا اور قوم کو متحد رہنا ہوگا تاکہ ترقی کا سفر جاری رہے۔ (123, 483, 220, 679)
block-text: کراچی کی عوام نے حکومت کی پالیسیوں کے خلاف احتجاج کیا اور کہا کہ موجودہ حالات میں ملک کی معیشت شدید دباؤ کا شکار ہے جبکہ وزیراعظم عمران خان نے عوامی اجتماع سے خطاب کرتے ہوئے کہا کہ پاکستان کی خودمختاری پر کوئی سمجھوتہ نہیں کیا جائے گا اور قوم کو متحد رہنا ہوگا تاکہ ترقی کا سفر جاری رہے۔ کراچی کی عوام نے حکومت کی پالیسیوں کے خلاف احتجاج کیا اور کہا کہ موجودہ حالات میں ملک کی معیشت شدید دباؤ کا شکار ہے جبکہ وزیراعظم عمران خان نے عوامی اجتماع سے خطاب کرتے ہوئے کہا کہ پاکستان کی خودمختاری پر کوئی سمجھوتہ نہیں کیا جائے گا اور قوم کو متحد رہنا ہوگا تاکہ ترقی کا سفر جاری رہے۔ کراچی کی عوام نے حکومت کی پالیسیوں کے خلاف احتجاج کیا اور کہا کہ موجودہ حالات میں ملک کی معیشت شدید دباؤ کا شکار ہے جبکہ وزیراعظم عمران خان نے عوامی اجتماع سے خطاب کرتے ہوئے کہا کہ پاکستان کی خودمختاری پر کوئی سمجھوتہ نہیں کیا جائے گا اور قوم کو متحد رہنا ہوگا تاکہ ترقی کا سفر جاری رہے۔ کراچی کی عوام نے حکومت کی پالیسیوں کے خلاف احتجاج کیا اور کہا کہ موجودہ حالات میں ملک کی معیشت شدید دباؤ کا شکار ہے جبکہ وزیراعظم عمران خان نے عوامی اجتماع سے خطاب کرتے ہوئے کہا کہ پاکستان کی خودمختاری پر کوئی سمجھوتہ نہیں کیا جائے گا اور قوم کو متحد رہنا ہوگا تاکہ ترقی کا سفر جاری رہے۔ کراچی کی عوام نے حکومت کی پالیسیوں کے خلاف احتجاج کیا اور کہا کہ موجودہ حالات میں ملک کی معیشت شدید دباؤ کا شکار ہے جبکہ وزیراعظم عمران خان نے عوامی اجتماع سے خطاب کرتے ہوئے کہا کہ پاکستان کی خودمختاری پر کوئی سمجھوتہ نہیں کیا جائے گا اور قوم کو متحد رہنا ہوگا تاکہ ترقی کا سفر جاری رہے۔ کراچی کی عوام نے حکومت کی پالیسیوں کے خلاف احتجاج کیا اور کہا کہ موجودہ حالات میں ملک کی معیشت شدید دباؤ کا شکار ہے جبکہ وزیراعظم عمران خان نے عوامی اجتماع سے خطاب کرتے ہوئے کہا کہ پاکستان کی خودمختاری پر کوئی سمجھوتہ نہیں کیا جائے گا اور قوم کو متحد رہنا ہوگا تاکہ ترقی کا سفر جاری رہے۔ (752, 904, 850, 1297)
block-header (228, 40, 325, 60)
block-header (18, 1104, 115, 1123)
block-label: بیتیمبر (648, 2143, 718, 2161)
block-text: کراچی کی عوام نے حکومت کی پالیسیوں کے خلاف احتجاج کیا اور کہا کہ موجودہ حالات میں ملک کی معیشت شدید دباؤ کا شکار ہے جبکہ وزیراعظم عمران خان نے عوامی اجتماع سے خطاب کرتے ہوئے کہا کہ پاکستان کی خودمختاری پر کوئی سمجھوتہ نہیں کیا جائے گا اور قوم کو متحد رہنا ہوگا تاکہ ترقی کا سفر جاری رہے۔ کراچی کی عوام نے حکومت کی پالیسیوں کے خلاف احتجاج کیا اور کہا کہ موجودہ حالات میں ملک کی معیشت شدید دباؤ کا شکار ہے جبکہ وزیراعظم عمران خان نے عوامی اجتماع سے خطاب کرتے ہوئے کہا کہ پاکستان کی خودمختاری پر کوئی سمجھوتہ نہیں کیا جائے گا اور قوم کو متحد رہنا ہوگا تاکہ ترقی کا سفر جاری رہے۔ کراچی کی عوام نے حکومت کی پالیسیوں کے خلاف احتجاج کیا اور کہا کہ موجودہ حالات میں ملک کی معیشت شدید دباؤ کا شکار ہے جبکہ وزیراعظم عمران خان نے عوامی اجتماع سے خطاب کرتے ہوئے کہا کہ پاکستان کی خودمختاری پر کوئی سمجھوتہ نہیں کیا جائے گا اور قوم کو متحد رہنا ہوگا تاکہ ترقی کا سفر جاری رہے۔ کراچی کی عوام نے حکومت کی پالیسیوں کے خلاف احتجاج کیا اور کہا کہ موجودہ حالات میں ملک کی معیشت شدید دباؤ کا شکار ہے جبکہ وزیراعظم عمران خان نے عوامی اجتماع سے خطاب کرتے ہوئے کہا کہ پاکستان کی خودمختاری پر کوئی سمجھوتہ نہیں کیا جائے گا اور قوم کو متحد رہنا ہوگا تاکہ ترقی کا سفر جاری رہے۔ کراچی کی عوام نے حکومت کی پالیسیوں کے خلاف احتجاج کیا اور کہا کہ موجودہ حالات میں ملک کی معیشت شدید دباؤ کا شکار ہے جبکہ وزیراعظم عمران خان نے عوامی اجتماع سے خطاب کرتے ہوئے کہا کہ پاکستان کی خودمختاری پر کوئی سمجھوتہ نہیں کیا جائے گا اور قوم کو متحد رہنا ہوگا تاکہ ترقی کا سفر جاری رہے۔ کراچی کی عوام نے حکومت کی پالیسیوں کے خلاف احتجاج کیا اور کہا کہ موجودہ حالات میں ملک کی معیشت شدید دباؤ کا شکار ہے جبکہ وزیراعظم عمران خان نے عوامی اجتماع سے خطاب کرتے ہوئے کہا کہ پاکستان کی خودمختاری پر کوئی سمجھوتہ نہیں کیا جائے گا اور قوم کو متحد رہنا ہوگا تاکہ ترقی کا سفر جاری رہے۔ (438, 1258, 535, 1652)
news-block (438, 947, 535, 1232)
news-block (123, 1038, 221, 1521)
news-block (753, 881, 850, 1298)
block-header (543, 1367, 640, 1387)
block-number: 33 (298, 1814, 324, 1831)
block-text: کراچی کی عوام نے حکومت کی پالیسیوں کے خلاف احتجاج کیا اور کہا کہ موجودہ حالات میں ملک کی معیشت شدید دباؤ کا شکار ہے جبکہ وزیراعظم عمران خان نے عوامی اجتماع سے خطاب کرتے ہوئے کہا کہ پاکستان کی خودمختاری پر کوئی سمجھوتہ نہیں کیا جائے گا اور قوم کو متحد رہنا ہوگا تاکہ ترقی کا سفر جاری رہے۔ کراچی کی عوام نے حکومت کی پالیسیوں کے خلاف احتجاج کیا اور کہا کہ موجودہ حالات میں ملک کی معیشت شدید دباؤ کا شکار ہے جبکہ وزیراعظم عمران خان نے عوامی اجتماع سے خطاب کرتے ہوئے کہا کہ پاکستان کی خودمختاری پر کوئی سمجھوتہ نہیں کیا جائے گا اور قوم کو متحد رہنا ہوگا تاکہ ترقی کا سفر جاری رہے۔ کراچی کی عوام نے حکومت کی پالیسیوں کے خلاف احتجاج کیا اور کہا کہ موجودہ حالات میں ملک کی معیشت شدید دباؤ کا شکار ہے جبکہ وزیراعظم عمران خان نے عوامی اجتماع سے خطاب کرتے ہوئے کہا کہ پاکستان کی خودمختاری پر کوئی سمجھوتہ نہیں کیا جائے گا اور قوم کو متحد رہنا ہوگا تاکہ ترقی کا سفر جاری رہے۔ کراچی کی عوام نے حکومت کی پالیسیوں کے خلاف احتجاج کیا اور کہا کہ موجودہ حالات میں ملک کی معیشت شدید دباؤ کا شکار ہے جبکہ وزیراعظم عمران خان نے عوامی اجتماع سے خطاب کرتے ہوئے کہا کہ پاکستان کی خودمختاری پر کوئی سمجھوتہ نہیں کیا جائے گا اور قوم کو متحد رہنا ہوگا تاکہ ترقی کا سفر جاری رہے۔ (752, 1324, 850, 1586)
block-label: بیتیمبر (439, 1236, 508, 1254)
block-label: بیتیمبر (334, 659, 404, 677)
block-text: کراچی کی عوام نے حکومت کی پالیسیوں کے خلاف احتجاج کیا اور کہا کہ موجودہ حالات میں ملک کی معیشت شدید دباؤ کا شکار ہے جبکہ وزیراعظم عمران خان نے عوامی اجتماع سے خطاب کرتے ہوئے کہا کہ پاکستان کی خودمختاری پر کوئی سمجھوتہ نہیں کیا جائے گا اور قوم کو متحد رہنا ہوگا تاکہ ترقی کا سفر جاری رہے۔ کراچی کی عوام نے حکومت کی پالیسیوں کے خلاف احتجاج کیا اور کہا کہ موجودہ حالات میں ملک کی معیشت شدید دباؤ کا شکار ہے جبکہ وزیراعظم عمران خان نے عوامی اجتماع سے خطاب کرتے ہوئے کہا کہ پاکستان کی خودمختاری پر کوئی سمجھوتہ نہیں کیا جائے گا اور قوم کو متحد رہنا ہوگا تاکہ ترقی کا سفر جاری رہے۔ کراچی کی عوام نے حکومت کی پالیسیوں کے خلاف احتجاج کیا اور کہا کہ موجودہ حالات میں ملک کی معیشت شدید دباؤ کا شکار ہے جبکہ وزیراعظم عمران خان نے عوامی اجتماع سے خطاب کرتے ہوئے کہا کہ پاکستان کی خودمختاری پر کوئی سمجھوتہ نہیں کیا جائے گا اور قوم کو متحد رہنا ہوگا تاکہ ترقی کا سفر جاری رہے۔ کراچی کی عوام نے حکومت کی پالیسیوں کے خلاف احتجاج کیا اور کہا کہ موجودہ حالات میں ملک کی معیشت شدید دباؤ کا شکار ہے جبکہ وزیراعظم عمران خان نے عوامی اجتماع سے خطاب کرتے ہوئے کہا کہ پاکستان کی خودمختاری پر کوئی سمجھوتہ نہیں کیا جائے گا اور قوم کو متحد رہنا ہوگا تاکہ ترقی کا سفر جاری رہے۔ (438, 63, 535, 325)
block-label: بیتیمبر (229, 41, 298, 59)
news-block (647, 2563, 745, 2576)
block-text: کراچی کی عوام نے حکومت کی پالیسیوں کے خلاف احتجاج کیا اور کہا کہ موجودہ حالات میں ملک کی معیشت شدید دباؤ کا شکار ہے جبکہ وزیراعظم عمران خان نے عوامی اجتماع سے خطاب کرتے ہوئے کہا کہ پاکستان کی خودمختاری پر کوئی سمجھوتہ نہیں کیا جائے گا اور قوم کو متحد رہنا ہوگا تاکہ ترقی کا سفر جاری رہے۔ کراچی کی عوام نے حکومت کی پالیسیوں کے خلاف احتجاج کیا اور کہا کہ موجودہ حالات میں ملک کی معیشت شدید دباؤ کا شکار ہے جبکہ وزیراعظم عمران خان نے عوامی اجتماع سے خطاب کرتے ہوئے کہا کہ پاکستان کی خودمختاری پر کوئی سمجھوتہ نہیں کیا جائے گا اور قوم کو متحد رہنا ہوگا تاکہ ترقی کا سفر جاری رہے۔ کراچی کی عوام نے حکومت کی پالیسیوں کے خلاف احتجاج کیا اور کہا کہ موجودہ حالات میں ملک کی معیشت شدید دباؤ کا شکار ہے جبکہ وزیراعظم عمران خان نے عوامی اجتماع سے خطاب کرتے ہوئے کہا کہ پاکستان کی خودمختاری پر کوئی سمجھوتہ نہیں کیا جائے گا اور قوم کو متحد رہنا ہوگا تاکہ ترقی کا سفر جاری رہے۔ کراچی کی عوام نے حکومت کی پالیسیوں کے خلاف احتجاج کیا اور کہا کہ موجودہ حالات میں ملک کی معیشت شدید دباؤ کا شکار ہے جبکہ وزیراعظم عمران خان نے عوامی اجتماع سے خطاب کرتے ہوئے کہا کہ پاکستان کی خودمختاری پر کوئی سمجھوتہ نہیں کیا جائے گا اور قوم کو متحد رہنا ہوگا تاکہ ترقی کا سفر جاری رہے۔ کراچی کی عوام نے حکومت کی پالیسیوں کے خلاف احتجاج کیا اور کہا کہ موجودہ حالات میں ملک کی معیشت شدید دباؤ کا شکار ہے جبکہ وزیراعظم عمران خان نے عوامی اجتماع سے خطاب کرتے ہوئے کہا کہ پاکستان کی خودمختاری پر کوئی سمجھوتہ نہیں کیا جائے گا اور قوم کو متحد (438, 2256, 535, 2575)
block-text: کراچی کی عوام نے حکومت کی پالیسیوں کے خلاف احتجاج کیا اور کہا کہ موجودہ حالات میں ملک کی معیشت شدید دباؤ کا شکار ہے جبکہ وزیراعظم عمران خان نے عوامی اجتماع سے خطاب کرتے ہوئے کہا کہ پاکستان کی خودمختاری پر کوئی سمجھوتہ نہیں کیا جائے گا اور قوم کو متحد رہنا ہوگا تاکہ ترقی کا سفر جاری رہے۔ کراچی کی عوام نے حکومت کی پالیسیوں کے خلاف احتجاج کیا اور کہا کہ موجودہ حالات میں ملک کی معیشت شدید دباؤ کا شکار ہے جبکہ وزیراعظم عمران خان نے عوامی اجتماع سے خطاب کرتے ہوئے کہا کہ پاکستان کی خودمختاری پر کوئی سمجھوتہ نہیں کیا جائے گا اور قوم کو متحد رہنا ہوگا تاکہ ترقی کا سفر جاری رہے۔ کراچی کی عوام نے حکومت کی پالیسیوں کے خلاف احتجاج کیا اور کہا کہ موجودہ حالات میں ملک کی معیشت شدید دباؤ کا شکار ہے جبکہ وزیراعظم عمران خان نے عوامی اجتماع سے خطاب کرتے ہوئے کہا کہ پاکستان کی خودمختاری پر کوئی سمجھوتہ نہیں کیا جائے گا اور قوم کو متحد رہنا ہوگا تاکہ ترقی کا سفر جاری رہے۔ (438, 1679, 535, 1874)
block-header (438, 1878, 535, 1898)
news-block (228, 1812, 325, 2230)
block-number: 26 (403, 948, 429, 965)
block-number: 44 (89, 264, 114, 281)
block-header (228, 972, 325, 991)
block-label: بیتیمبر (648, 528, 718, 545)
